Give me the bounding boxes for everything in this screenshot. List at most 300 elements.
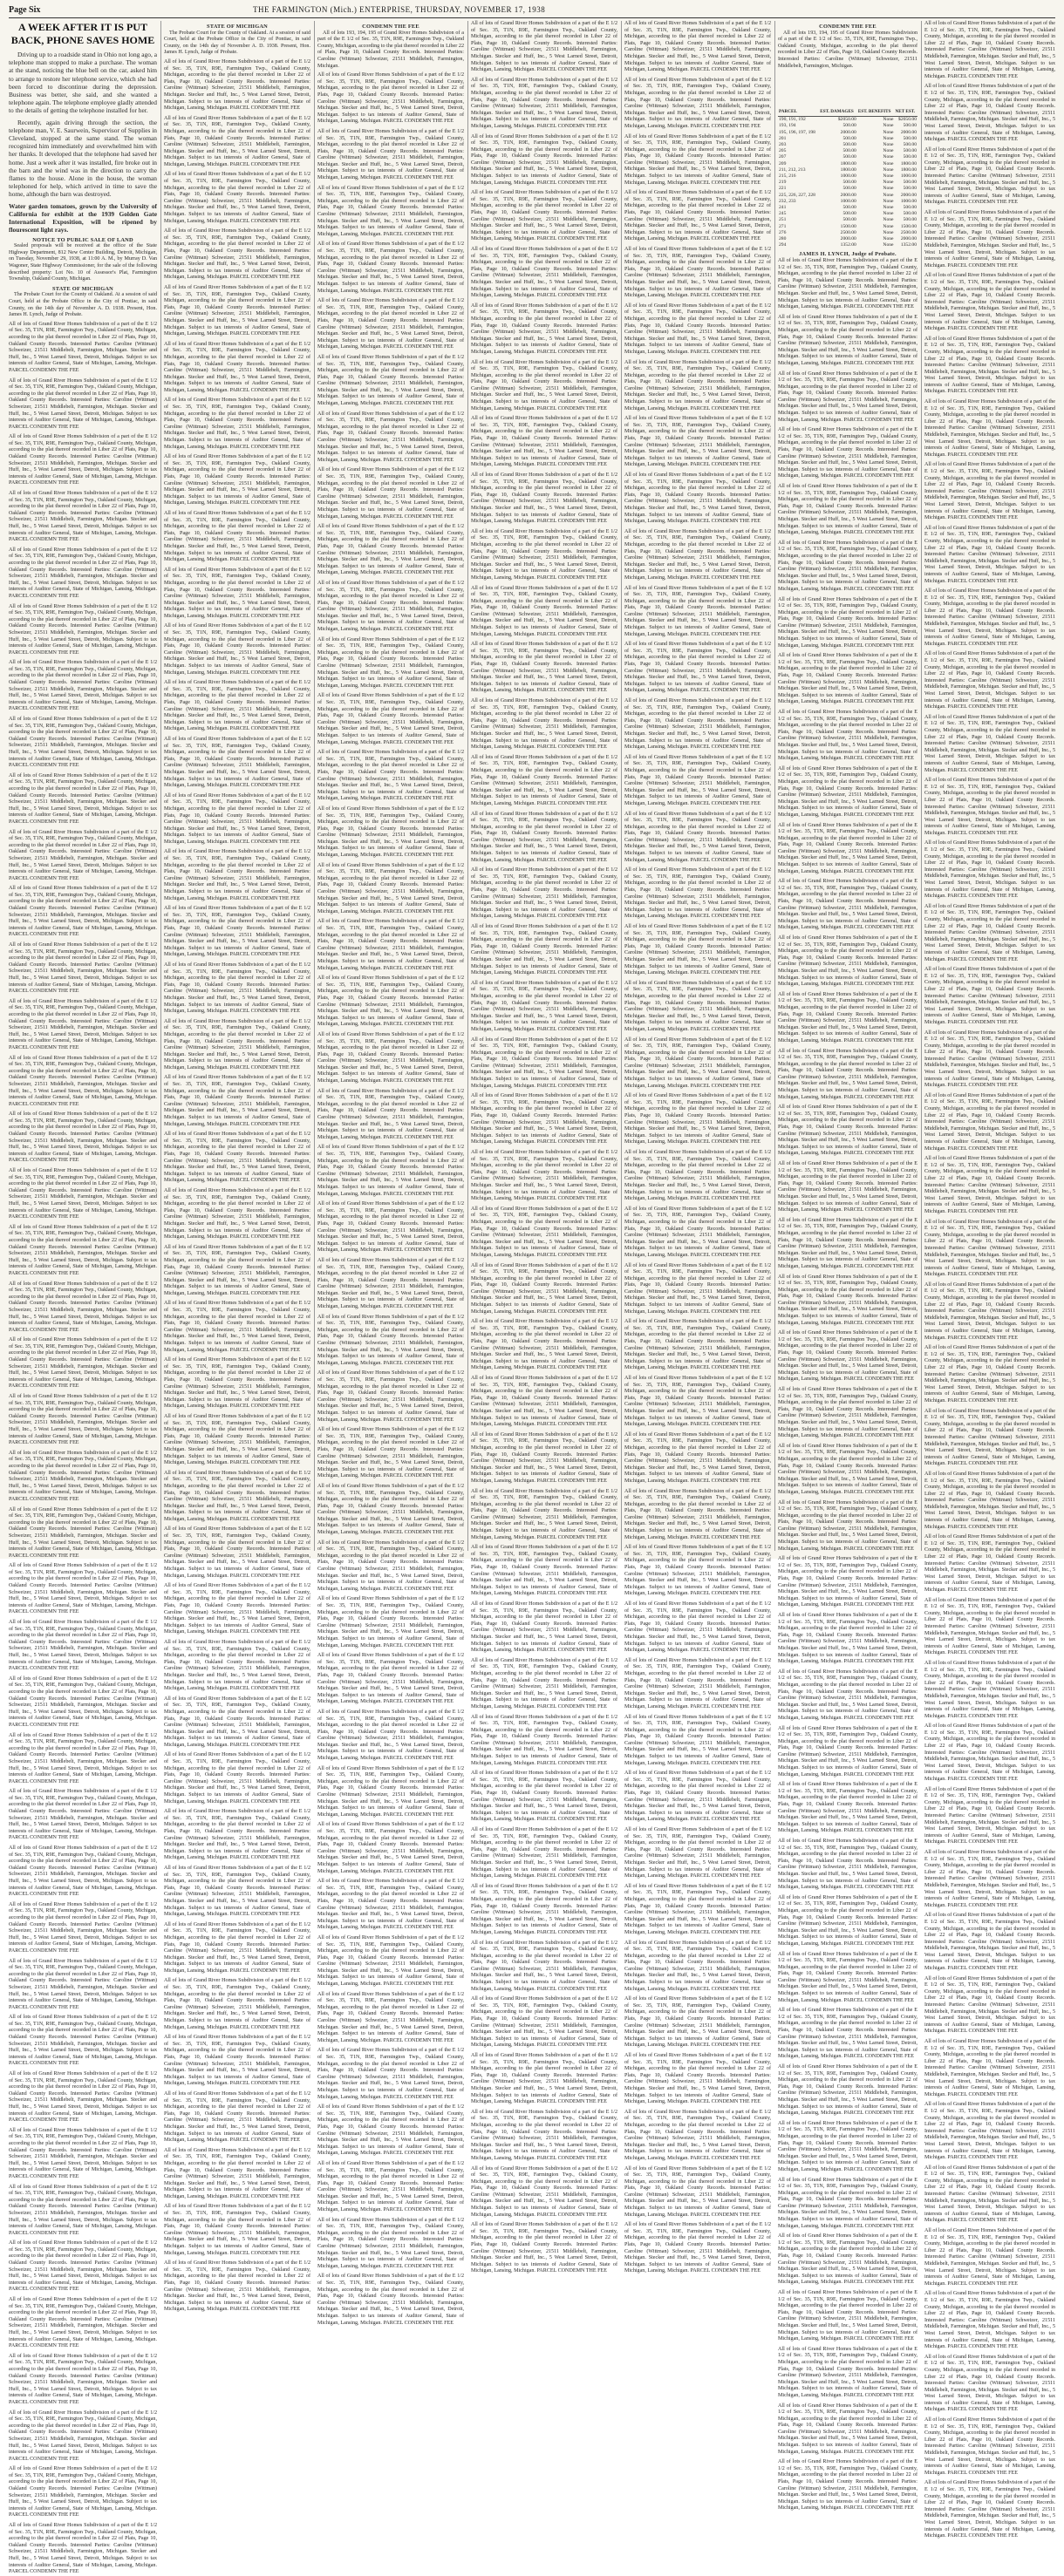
table-row <box>778 130 917 136</box>
legal-paragraph: All of lots of Grand River Homes Subdivision of a part of the E 1/2 of Sec. 35, T1N, R9E, Farmington Twp., Oakland County, Michigan, according to the plat thereof recorded in Liber 22 of Plats, Page 10, Oakland County Records. Interested Parties: Caroline (Wittman) Schweizer, 21511 Middlebelt, Farmington, Michigan. Stecker and Huff, Inc., 5 West Larned Street, Detroit, Michigan. Subject to tax interests of Auditor General, State of Michigan, Lansing, Michigan. PARCEL CONDEMN THE FEE <box>164 736 310 789</box>
table-header: EST. DAMAGES <box>819 72 857 117</box>
legal-paragraph: All of lots of Grand River Homes Subdivision of a part of the E 1/2 of Sec. 35, T1N, R9E, Farmington Twp., Oakland County, Michigan, according to the plat thereof recorded in Liber 22 of Plats, Page 10, Oakland County Records. Interested Parties: Caroline (Wittman) Schweizer, 21511 Middlebelt, Farmington, Michigan. Stecker and Huff, Inc., 5 West Larned Street, Detroit, Michigan. Subject to tax interests of Auditor General, State of Michigan, Lansing, Michigan. PARCEL CONDEMN THE FEE <box>9 660 157 712</box>
legal-paragraph: All of lots of Grand River Homes Subdivision of a part of the E 1/2 of Sec. 35, T1N, R9E, Farmington Twp., Oakland County, Michigan, according to the plat thereof recorded in Liber 22 of Plats, Page 10, Oakland County Records. Interested Parties: Caroline (Wittman) Schweizer, 21511 Middlebelt, Farmington, Michigan. Stecker and Huff, Inc., 5 West Larned Street, Detroit, Michigan. Subject to tax interests of Auditor General, State of Michigan, Lansing, Michigan. PARCEL CONDEMN THE FEE <box>624 1376 771 1428</box>
table-cell: None <box>883 192 894 198</box>
legal-paragraph: All of lots of Grand River Homes Subdivision of a part of the E 1/2 of Sec. 35, T1N, R9E, Farmington Twp., Oakland County, Michigan, according to the plat thereof recorded in Liber 22 of Plats, Page 10, Oakland County Records. Interested Parties: Caroline (Wittman) Schweizer, 21511 Middlebelt, Farmington, Michigan. Stecker and Huff, Inc., 5 West Larned Street, Detroit, Michigan. Subject to tax interests of Auditor General, State of Michigan, Lansing, Michigan. PARCEL CONDEMN THE FEE <box>164 962 310 1015</box>
legal-paragraph: All of lots of Grand River Homes Subdivision of a part of the E 1/2 of Sec. 35, T1N, R9E, Farmington Twp., Oakland County, Michigan, according to the plat thereof recorded in Liber 22 of Plats, Page 10, Oakland County Records. Interested Parties: Caroline (Wittman) Schweizer, 21511 Middlebelt, Farmington, Michigan. Stecker and Huff, Inc., 5 West Larned Street, Detroit, Michigan. Subject to tax interests of Auditor General, State of Michigan, Lansing, Michigan. PARCEL CONDEMN THE FEE <box>778 1839 917 1891</box>
legal-paragraph: All of lots of Grand River Homes Subdivision of a part of the E 1/2 of Sec. 35, T1N, R9E, Farmington Twp., Oakland County, Michigan, according to the plat thereof recorded in Liber 22 of Plats, Page 10, Oakland County Records. Interested Parties: Caroline (Wittman) Schweizer, 21511 Middlebelt, Farmington, Michigan. Stecker and Huff, Inc., 5 West Larned Street, Detroit, Michigan. Subject to tax interests of Auditor General, State of Michigan, Lansing, Michigan. PARCEL CONDEMN THE FEE <box>9 942 157 995</box>
legal-paragraph: All of lots of Grand River Homes Subdivision of a part of the E 1/2 of Sec. 35, T1N, R9E, Farmington Twp., Oakland County, Michigan, according to the plat thereof recorded in Liber 22 of Plats, Page 10, Oakland County Records. Interested Parties: Caroline (Wittman) Schweizer, 21511 Middlebelt, Farmington, Michigan. Stecker and Huff, Inc., 5 West Larned Street, Detroit, Michigan. Subject to tax interests of Auditor General, State of Michigan, Lansing, Michigan. PARCEL CONDEMN THE FEE <box>471 980 617 1032</box>
legal-paragraph: All of lots of Grand River Homes Subdivision of a part of the E 1/2 of Sec. 35, T1N, R9E, Farmington Twp., Oakland County, Michigan, according to the plat thereof recorded in Liber 22 of Plats, Page 10, Oakland County Records. Interested Parties: Caroline (Wittman) Schweizer, 21511 Middlebelt, Farmington, Michigan. Stecker and Huff, Inc., 5 West Larned Street, Detroit, Michigan. Subject to tax interests of Auditor General, State of Michigan, Lansing, Michigan. PARCEL CONDEMN THE FEE <box>9 1789 157 1841</box>
table-cell: None <box>883 229 894 235</box>
column-5 <box>624 21 771 2274</box>
legal-paragraph: All of lots of Grand River Homes Subdivision of a part of the E 1/2 of Sec. 35, T1N, R9E, Farmington Twp., Oakland County, Michigan, according to the plat thereof recorded in Liber 22 of Plats, Page 10, Oakland County Records. Interested Parties: Caroline (Wittman) Schweizer, 21511 Middlebelt, Farmington, Michigan. Stecker and Huff, Inc., 5 West Larned Street, Detroit, Michigan. Subject to tax interests of Auditor General, State of Michigan, Lansing, Michigan. PARCEL CONDEMN THE FEE <box>624 1488 771 1540</box>
legal-paragraph: All of lots of Grand River Homes Subdivision of a part of the E 1/2 of Sec. 35, T1N, R9E, Farmington Twp., Oakland County, Michigan, according to the plat thereof recorded in Liber 22 of Plats, Page 10, Oakland County Records. Interested Parties: Caroline (Wittman) Schweizer, 21511 Middlebelt, Farmington, Michigan. Stecker and Huff, Inc., 5 West Larned Street, Detroit, Michigan. Subject to tax interests of Auditor General, State of Michigan, Lansing, Michigan. PARCEL CONDEMN THE FEE <box>624 642 771 694</box>
legal-paragraph: All of lots of Grand River Homes Subdivision of a part of the E 1/2 of Sec. 35, T1N, R9E, Farmington Twp., Oakland County, Michigan, according to the plat thereof recorded in Liber 22 of Plats, Page 10, Oakland County Records. Interested Parties: Caroline (Wittman) Schweizer, 21511 Middlebelt, Farmington, Michigan. Stecker and Huff, Inc., 5 West Larned Street, Detroit, Michigan. Subject to tax interests of Auditor General, State of Michigan, Lansing, Michigan. PARCEL CONDEMN THE FEE <box>924 1092 1055 1152</box>
legal-paragraph: All of lots of Grand River Homes Subdivision of a part of the E 1/2 of Sec. 35, T1N, R9E, Farmington Twp., Oakland County, Michigan, according to the plat thereof recorded in Liber 22 of Plats, Page 10, Oakland County Records. Interested Parties: Caroline (Wittman) Schweizer, 21511 Middlebelt, Farmington, Michigan. Stecker and Huff, Inc., 5 West Larned Street, Detroit, Michigan. Subject to tax interests of Auditor General, State of Michigan, Lansing, Michigan. PARCEL CONDEMN THE FEE <box>924 146 1055 206</box>
legal-paragraph: All of lots of Grand River Homes Subdivision of a part of the E 1/2 of Sec. 35, T1N, R9E, Farmington Twp., Oakland County, Michigan, according to the plat thereof recorded in Liber 22 of Plats, Page 10, Oakland County Records. Interested Parties: Caroline (Wittman) Schweizer, 21511 Middlebelt, Farmington, Michigan. Stecker and Huff, Inc., 5 West Larned Street, Detroit, Michigan. Subject to tax interests of Auditor General, State of Michigan, Lansing, Michigan. PARCEL CONDEMN THE FEE <box>624 1714 771 1766</box>
legal-paragraph: All of lots of Grand River Homes Subdivision of a part of the E 1/2 of Sec. 35, T1N, R9E, Farmington Twp., Oakland County, Michigan, according to the plat thereof recorded in Liber 22 of Plats, Page 10, Oakland County Records. Interested Parties: Caroline (Wittman) Schweizer, 21511 Middlebelt, Farmington, Michigan. Stecker and Huff, Inc., 5 West Larned Street, Detroit, Michigan. Subject to tax interests of Auditor General, State of Michigan, Lansing, Michigan. PARCEL CONDEMN THE FEE <box>164 1752 310 1805</box>
legal-paragraph: All of lots of Grand River Homes Subdivision of a part of the E 1/2 of Sec. 35, T1N, R9E, Farmington Twp., Oakland County, Michigan, according to the plat thereof recorded in Liber 22 of Plats, Page 10, Oakland County Records. Interested Parties: Caroline (Wittman) Schweizer, 21511 Middlebelt, Farmington, Michigan. Stecker and Huff, Inc., 5 West Larned Street, Detroit, Michigan. Subject to tax interests of Auditor General, State of Michigan, Lansing, Michigan. PARCEL CONDEMN THE FEE <box>9 998 157 1050</box>
table-cell: None <box>883 242 894 248</box>
closing-signature: JAMES H. LYNCH, Judge of Probate. <box>799 251 897 258</box>
notice-heading: NOTICE TO PUBLIC SALE OF LAND <box>32 236 133 243</box>
legal-paragraph: All of lots of Grand River Homes Subdivision of a part of the E 1/2 of Sec. 35, T1N, R9E, Farmington Twp., Oakland County, Michigan, according to the plat thereof recorded in Liber 22 of Plats, Page 10, Oakland County Records. Interested Parties: Caroline (Wittman) Schweizer, 21511 Middlebelt, Farmington, Michigan. Stecker and Huff, Inc., 5 West Larned Street, Detroit, Michigan. Subject to tax interests of Auditor General, State of Michigan, Lansing, Michigan. PARCEL CONDEMN THE FEE <box>778 1161 917 1213</box>
legal-paragraph: All of lots of Grand River Homes Subdivision of a part of the E 1/2 of Sec. 35, T1N, R9E, Farmington Twp., Oakland County, Michigan, according to the plat thereof recorded in Liber 22 of Plats, Page 10, Oakland County Records. Interested Parties: Caroline (Wittman) Schweizer, 21511 Middlebelt, Farmington, Michigan. Stecker and Huff, Inc., 5 West Larned Street, Detroit, Michigan. Subject to tax interests of Auditor General, State of Michigan, Lansing, Michigan. PARCEL CONDEMN THE FEE <box>924 1534 1055 1593</box>
legal-paragraph: All of lots of Grand River Homes Subdivision of a part of the E 1/2 of Sec. 35, T1N, R9E, Farmington Twp., Oakland County, Michigan, according to the plat thereof recorded in Liber 22 of Plats, Page 10, Oakland County Records. Interested Parties: Caroline (Wittman) Schweizer, 21511 Middlebelt, Farmington, Michigan. Stecker and Huff, Inc., 5 West Larned Street, Detroit, Michigan. Subject to tax interests of Auditor General, State of Michigan, Lansing, Michigan. PARCEL CONDEMN THE FEE <box>471 2222 617 2274</box>
table-cell: None <box>883 141 894 147</box>
legal-paragraph: All of lots of Grand River Homes Subdivision of a part of the E 1/2 of Sec. 35, T1N, R9E, Farmington Twp., Oakland County, Michigan, according to the plat thereof recorded in Liber 22 of Plats, Page 10, Oakland County Records. Interested Parties: Caroline (Wittman) Schweizer, 21511 Middlebelt, Farmington, Michigan. Stecker and Huff, Inc., 5 West Larned Street, Detroit, Michigan. Subject to tax interests of Auditor General, State of Michigan, Lansing, Michigan. PARCEL CONDEMN THE FEE <box>924 1156 1055 1214</box>
legal-paragraph: All of lots of Grand River Homes Subdivision of a part of the E 1/2 of Sec. 35, T1N, R9E, Farmington Twp., Oakland County, Michigan, according to the plat thereof recorded in Liber 22 of Plats, Page 10, Oakland County Records. Interested Parties: Caroline (Wittman) Schweizer, 21511 Middlebelt, Farmington, Michigan. Stecker and Huff, Inc., 5 West Larned Street, Detroit, Michigan. Subject to tax interests of Auditor General, State of Michigan, Lansing, Michigan. PARCEL CONDEMN THE FEE <box>317 2104 464 2157</box>
legal-paragraph: All of lots of Grand River Homes Subdivision of a part of the E 1/2 of Sec. 35, T1N, R9E, Farmington Twp., Oakland County, Michigan, according to the plat thereof recorded in Liber 22 of Plats, Page 10, Oakland County Records. Interested Parties: Caroline (Wittman) Schweizer, 21511 Middlebelt, Farmington, Michigan. Stecker and Huff, Inc., 5 West Larned Street, Detroit, Michigan. Subject to tax interests of Auditor General, State of Michigan, Lansing, Michigan. PARCEL CONDEMN THE FEE <box>317 1709 464 1762</box>
story-paragraph: Recently, again driving through the section, the telephone man, V. E. Saurwein, Supervisor of Supplies in Cleveland, stopped at the same stand. The woman recognized him immediately and overwhelmed him with her thanks. It developed that the telephone had saved her home. Just a week after it was installed, fire broke out in the barn and the wind was in the direction to carry the flames to the house. Alone in the house, the woman telephoned for help, which arrived in time to save the home, although the barn was destroyed. <box>9 118 157 199</box>
table-row <box>778 193 917 199</box>
legal-paragraph: All of lots of Grand River Homes Subdivision of a part of the E 1/2 of Sec. 35, T1N, R9E, Farmington Twp., Oakland County, Michigan, according to the plat thereof recorded in Liber 22 of Plats, Page 10, Oakland County Records. Interested Parties: Caroline (Wittman) Schweizer, 21511 Middlebelt, Farmington, Michigan. Stecker and Huff, Inc., 5 West Larned Street, Detroit, Michigan. Subject to tax interests of Auditor General, State of Michigan, Lansing, Michigan. PARCEL CONDEMN THE FEE <box>164 680 310 732</box>
table-cell: 2000.00 <box>900 192 917 198</box>
legal-paragraph: All of lots of Grand River Homes Subdivision of a part of the E 1/2 of Sec. 35, T1N, R9E, Farmington Twp., Oakland County, Michigan, according to the plat thereof recorded in Liber 22 of Plats, Page 10, Oakland County Records. Interested Parties: Caroline (Wittman) Schweizer, 21511 Middlebelt, Farmington, Michigan. Stecker and Huff, Inc., 5 West Larned Street, Detroit, Michigan. Subject to tax interests of Auditor General, State of Michigan, Lansing, Michigan. PARCEL CONDEMN THE FEE <box>471 1940 617 1992</box>
legal-paragraph: All of lots of Grand River Homes Subdivision of a part of the E 1/2 of Sec. 35, T1N, R9E, Farmington Twp., Oakland County, Michigan, according to the plat thereof recorded in Liber 22 of Plats, Page 10, Oakland County Records. Interested Parties: Caroline (Wittman) Schweizer, 21511 Middlebelt, Farmington, Michigan. Stecker and Huff, Inc., 5 West Larned Street, Detroit, Michigan. Subject to tax interests of Auditor General, State of Michigan, Lansing, Michigan. PARCEL CONDEMN THE FEE <box>9 2015 157 2067</box>
table-cell: 500.00 <box>842 141 856 147</box>
table-cell: None <box>883 167 894 173</box>
table-row <box>778 148 917 154</box>
table-cell: 1800.00 <box>840 167 856 173</box>
table-row <box>778 154 917 160</box>
table-row <box>778 211 917 217</box>
legal-paragraph: All of lots of Grand River Homes Subdivision of a part of the E 1/2 of Sec. 35, T1N, R9E, Farmington Twp., Oakland County, Michigan, according to the plat thereof recorded in Liber 22 of Plats, Page 10, Oakland County Records. Interested Parties: Caroline (Wittman) Schweizer, 21511 Middlebelt, Farmington, Michigan. Stecker and Huff, Inc., 5 West Larned Street, Detroit, Michigan. Subject to tax interests of Auditor General, State of Michigan, Lansing, Michigan. PARCEL CONDEMN THE FEE <box>471 1601 617 1654</box>
legal-paragraph: All of lots of Grand River Homes Subdivision of a part of the E 1/2 of Sec. 35, T1N, R9E, Farmington Twp., Oakland County, Michigan, according to the plat thereof recorded in Liber 22 of Plats, Page 10, Oakland County Records. Interested Parties: Caroline (Wittman) Schweizer, 21511 Middlebelt, Farmington, Michigan. Stecker and Huff, Inc., 5 West Larned Street, Detroit, Michigan. Subject to tax interests of Auditor General, State of Michigan, Lansing, Michigan. PARCEL CONDEMN THE FEE <box>317 524 464 576</box>
table-cell: 2500.00 <box>840 229 856 235</box>
legal-paragraph: All of lots of Grand River Homes Subdivision of a part of the E 1/2 of Sec. 35, T1N, R9E, Farmington Twp., Oakland County, Michigan, according to the plat thereof recorded in Liber 22 of Plats, Page 10, Oakland County Records. Interested Parties: Caroline (Wittman) Schweizer, 21511 Middlebelt, Farmington, Michigan. Stecker and Huff, Inc., 5 West Larned Street, Detroit, Michigan. Subject to tax interests of Auditor General, State of Michigan, Lansing, Michigan. PARCEL CONDEMN THE FEE <box>778 2459 917 2511</box>
legal-paragraph: All of lots of Grand River Homes Subdivision of a part of the E 1/2 of Sec. 35, T1N, R9E, Farmington Twp., Oakland County, Michigan, according to the plat thereof recorded in Liber 22 of Plats, Page 10, Oakland County Records. Interested Parties: Caroline (Wittman) Schweizer, 21511 Middlebelt, Farmington, Michigan. Stecker and Huff, Inc., 5 West Larned Street, Detroit, Michigan. Subject to tax interests of Auditor General, State of Michigan, Lansing, Michigan. PARCEL CONDEMN THE FEE <box>778 2290 917 2342</box>
legal-paragraph: All of lots of Grand River Homes Subdivision of a part of the E 1/2 of Sec. 35, T1N, R9E, Farmington Twp., Oakland County, Michigan, according to the plat thereof recorded in Liber 22 of Plats, Page 10, Oakland County Records. Interested Parties: Caroline (Wittman) Schweizer, 21511 Middlebelt, Farmington, Michigan. Stecker and Huff, Inc., 5 West Larned Street, Detroit, Michigan. Subject to tax interests of Auditor General, State of Michigan, Lansing, Michigan. PARCEL CONDEMN THE FEE <box>778 1613 917 1665</box>
legal-paragraph: All of lots of Grand River Homes Subdivision of a part of the E 1/2 of Sec. 35, T1N, R9E, Farmington Twp., Oakland County, Michigan, according to the plat thereof recorded in Liber 22 of Plats, Page 10, Oakland County Records. Interested Parties: Caroline (Wittman) Schweizer, 21511 Middlebelt, Farmington, Michigan. Stecker and Huff, Inc., 5 West Larned Street, Detroit, Michigan. Subject to tax interests of Auditor General, State of Michigan, Lansing, Michigan. PARCEL CONDEMN THE FEE <box>317 1879 464 1931</box>
table-cell: $2050.00 <box>898 117 917 123</box>
table-cell: None <box>883 148 894 154</box>
table-cell: 193, 194 <box>779 123 796 129</box>
legal-paragraph: All of lots of Grand River Homes Subdivision of a part of the E 1/2 of Sec. 35, T1N, R9E, Farmington Twp., Oakland County, Michigan, according to the plat thereof recorded in Liber 22 of Plats, Page 10, Oakland County Records. Interested Parties: Caroline (Wittman) Schweizer, 21511 Middlebelt, Farmington, Michigan. Stecker and Huff, Inc., 5 West Larned Street, Detroit, Michigan. Subject to tax interests of Auditor General, State of Michigan, Lansing, Michigan. PARCEL CONDEMN THE FEE <box>317 750 464 802</box>
legal-paragraph: All of lots of Grand River Homes Subdivision of a part of the E 1/2 of Sec. 35, T1N, R9E, Farmington Twp., Oakland County, Michigan, according to the plat thereof recorded in Liber 22 of Plats, Page 10, Oakland County Records. Interested Parties: Caroline (Wittman) Schweizer, 21511 Middlebelt, Farmington, Michigan. Stecker and Huff, Inc., 5 West Larned Street, Detroit, Michigan. Subject to tax interests of Auditor General, State of Michigan, Lansing, Michigan. PARCEL CONDEMN THE FEE <box>164 2147 310 2199</box>
legal-paragraph: All of lots of Grand River Homes Subdivision of a part of the E 1/2 of Sec. 35, T1N, R9E, Farmington Twp., Oakland County, Michigan, according to the plat thereof recorded in Liber 22 of Plats, Page 10, Oakland County Records. Interested Parties: Caroline (Wittman) Schweizer, 21511 Middlebelt, Farmington, Michigan. Stecker and Huff, Inc., 5 West Larned Street, Detroit, Michigan. Subject to tax interests of Auditor General, State of Michigan, Lansing, Michigan. PARCEL CONDEMN THE FEE <box>9 1958 157 2010</box>
column-divider <box>467 21 468 1551</box>
legal-paragraph: All of lots of Grand River Homes Subdivision of a part of the E 1/2 of Sec. 35, T1N, R9E, Farmington Twp., Oakland County, Michigan, according to the plat thereof recorded in Liber 22 of Plats, Page 10, Oakland County Records. Interested Parties: Caroline (Wittman) Schweizer, 21511 Middlebelt, Farmington, Michigan. Stecker and Huff, Inc., 5 West Larned Street, Detroit, Michigan. Subject to tax interests of Auditor General, State of Michigan, Lansing, Michigan. PARCEL CONDEMN THE FEE <box>624 698 771 751</box>
legal-paragraph: All of lots of Grand River Homes Subdivision of a part of the E 1/2 of Sec. 35, T1N, R9E, Farmington Twp., Oakland County, Michigan, according to the plat thereof recorded in Liber 22 of Plats, Page 10, Oakland County Records. Interested Parties: Caroline (Wittman) Schweizer, 21511 Middlebelt, Farmington, Michigan. Stecker and Huff, Inc., 5 West Larned Street, Detroit, Michigan. Subject to tax interests of Auditor General, State of Michigan, Lansing, Michigan. PARCEL CONDEMN THE FEE <box>164 398 310 450</box>
legal-paragraph: All of lots of Grand River Homes Subdivision of a part of the E 1/2 of Sec. 35, T1N, R9E, Farmington Twp., Oakland County, Michigan, according to the plat thereof recorded in Liber 22 of Plats, Page 10, Oakland County Records. Interested Parties: Caroline (Wittman) Schweizer, 21511 Middlebelt, Farmington, Michigan. Stecker and Huff, Inc., 5 West Larned Street, Detroit, Michigan. Subject to tax interests of Auditor General, State of Michigan, Lansing, Michigan. PARCEL CONDEMN THE FEE <box>924 1849 1055 1908</box>
legal-paragraph: All of lots of Grand River Homes Subdivision of a part of the E 1/2 of Sec. 35, T1N, R9E, Farmington Twp., Oakland County, Michigan, according to the plat thereof recorded in Liber 22 of Plats, Page 10, Oakland County Records. Interested Parties: Caroline (Wittman) Schweizer, 21511 Middlebelt, Farmington, Michigan. Stecker and Huff, Inc., 5 West Larned Street, Detroit, Michigan. Subject to tax interests of Auditor General, State of Michigan, Lansing, Michigan. PARCEL CONDEMN THE FEE <box>317 693 464 745</box>
legal-paragraph: All of lots of Grand River Homes Subdivision of a part of the E 1/2 of Sec. 35, T1N, R9E, Farmington Twp., Oakland County, Michigan, according to the plat thereof recorded in Liber 22 of Plats, Page 10, Oakland County Records. Interested Parties: Caroline (Wittman) Schweizer, 21511 Middlebelt, Farmington, Michigan. Stecker and Huff, Inc., 5 West Larned Street, Detroit, Michigan. Subject to tax interests of Auditor General, State of Michigan, Lansing, Michigan. PARCEL CONDEMN THE FEE <box>164 1696 310 1748</box>
table-cell: 500.00 <box>903 186 917 192</box>
table-row <box>778 167 917 173</box>
table-cell: None <box>883 173 894 179</box>
legal-paragraph: All of lots of Grand River Homes Subdivision of a part of the E 1/2 of Sec. 35, T1N, R9E, Farmington Twp., Oakland County, Michigan, according to the plat thereof recorded in Liber 22 of Plats, Page 10, Oakland County Records. Interested Parties: Caroline (Wittman) Schweizer, 21511 Middlebelt, Farmington, Michigan. Stecker and Huff, Inc., 5 West Larned Street, Detroit, Michigan. Subject to tax interests of Auditor General, State of Michigan, Lansing, Michigan. PARCEL CONDEMN THE FEE <box>924 778 1055 836</box>
legal-paragraph: All of lots of Grand River Homes Subdivision of a part of the E 1/2 of Sec. 35, T1N, R9E, Farmington Twp., Oakland County, Michigan, according to the plat thereof recorded in Liber 22 of Plats, Page 10, Oakland County Records. Interested Parties: Caroline (Wittman) Schweizer, 21511 Middlebelt, Farmington, Michigan. Stecker and Huff, Inc., 5 West Larned Street, Detroit, Michigan. Subject to tax interests of Auditor General, State of Michigan, Lansing, Michigan. PARCEL CONDEMN THE FEE <box>924 462 1055 521</box>
legal-paragraph: All of lots of Grand River Homes Subdivision of a part of the E 1/2 of Sec. 35, T1N, R9E, Farmington Twp., Oakland County, Michigan, according to the plat thereof recorded in Liber 22 of Plats, Page 10, Oakland County Records. Interested Parties: Caroline (Wittman) Schweizer, 21511 Middlebelt, Farmington, Michigan. Stecker and Huff, Inc., 5 West Larned Street, Detroit, Michigan. Subject to tax interests of Auditor General, State of Michigan, Lansing, Michigan. PARCEL CONDEMN THE FEE <box>624 1827 771 1879</box>
table-cell: 1000.00 <box>900 173 917 179</box>
table-cell: 1352.00 <box>840 242 856 248</box>
legal-text-block <box>624 21 771 2275</box>
column-6 <box>778 21 917 2511</box>
legal-paragraph: All of lots of Grand River Homes Subdivision of a part of the E 1/2 of Sec. 35, T1N, R9E, Farmington Twp., Oakland County, Michigan, according to the plat thereof recorded in Liber 22 of Plats, Page 10, Oakland County Records. Interested Parties: Caroline (Wittman) Schweizer, 21511 Middlebelt, Farmington, Michigan. Stecker and Huff, Inc., 5 West Larned Street, Detroit, Michigan. Subject to tax interests of Auditor General, State of Michigan, Lansing, Michigan. PARCEL CONDEMN THE FEE <box>624 1657 771 1709</box>
legal-paragraph: All of lots of Grand River Homes Subdivision of a part of the E 1/2 of Sec. 35, T1N, R9E, Farmington Twp., Oakland County, Michigan, according to the plat thereof recorded in Liber 22 of Plats, Page 10, Oakland County Records. Interested Parties: Caroline (Wittman) Schweizer, 21511 Middlebelt, Farmington, Michigan. Stecker and Huff, Inc., 5 West Larned Street, Detroit, Michigan. Subject to tax interests of Auditor General, State of Michigan, Lansing, Michigan. PARCEL CONDEMN THE FEE <box>778 822 917 874</box>
legal-paragraph: All of lots of Grand River Homes Subdivision of a part of the E 1/2 of Sec. 35, T1N, R9E, Farmington Twp., Oakland County, Michigan, according to the plat thereof recorded in Liber 22 of Plats, Page 10, Oakland County Records. Interested Parties: Caroline (Wittman) Schweizer, 21511 Middlebelt, Farmington, Michigan. Stecker and Huff, Inc., 5 West Larned Street, Detroit, Michigan. Subject to tax interests of Auditor General, State of Michigan, Lansing, Michigan. PARCEL CONDEMN THE FEE <box>164 1187 310 1240</box>
legal-paragraph: All of lots of Grand River Homes Subdivision of a part of the E 1/2 of Sec. 35, T1N, R9E, Farmington Twp., Oakland County, Michigan, according to the plat thereof recorded in Liber 22 of Plats, Page 10, Oakland County Records. Interested Parties: Caroline (Wittman) Schweizer, 21511 Middlebelt, Farmington, Michigan. Stecker and Huff, Inc., 5 West Larned Street, Detroit, Michigan. Subject to tax interests of Auditor General, State of Michigan, Lansing, Michigan. PARCEL CONDEMN THE FEE <box>164 1526 310 1579</box>
legal-paragraph: All of lots of Grand River Homes Subdivision of a part of the E 1/2 of Sec. 35, T1N, R9E, Farmington Twp., Oakland County, Michigan, according to the plat thereof recorded in Liber 22 of Plats, Page 10, Oakland County Records. Interested Parties: Caroline (Wittman) Schweizer, 21511 Middlebelt, Farmington, Michigan. Stecker and Huff, Inc., 5 West Larned Street, Detroit, Michigan. Subject to tax interests of Auditor General, State of Michigan, Lansing, Michigan. PARCEL CONDEMN THE FEE <box>624 359 771 411</box>
legal-paragraph: All of lots of Grand River Homes Subdivision of a part of the E 1/2 of Sec. 35, T1N, R9E, Farmington Twp., Oakland County, Michigan, according to the plat thereof recorded in Liber 22 of Plats, Page 10, Oakland County Records. Interested Parties: Caroline (Wittman) Schweizer, 21511 Middlebelt, Farmington, Michigan. Stecker and Huff, Inc., 5 West Larned Street, Detroit, Michigan. Subject to tax interests of Auditor General, State of Michigan, Lansing, Michigan. PARCEL CONDEMN THE FEE <box>624 190 771 242</box>
legal-paragraph: All of lots of Grand River Homes Subdivision of a part of the E 1/2 of Sec. 35, T1N, R9E, Farmington Twp., Oakland County, Michigan, according to the plat thereof recorded in Liber 22 of Plats, Page 10, Oakland County Records. Interested Parties: Caroline (Wittman) Schweizer, 21511 Middlebelt, Farmington, Michigan. Stecker and Huff, Inc., 5 West Larned Street, Detroit, Michigan. Subject to tax interests of Auditor General, State of Michigan, Lansing, Michigan. PARCEL CONDEMN THE FEE <box>164 228 310 281</box>
table-cell: 1000.00 <box>840 198 856 204</box>
legal-paragraph: All of lots of Grand River Homes Subdivision of a part of the E 1/2 of Sec. 35, T1N, R9E, Farmington Twp., Oakland County, Michigan, according to the plat thereof recorded in Liber 22 of Plats, Page 10, Oakland County Records. Interested Parties: Caroline (Wittman) Schweizer, 21511 Middlebelt, Farmington, Michigan. Stecker and Huff, Inc., 5 West Larned Street, Detroit, Michigan. Subject to tax interests of Auditor General, State of Michigan, Lansing, Michigan. PARCEL CONDEMN THE FEE <box>471 1714 617 1766</box>
legal-paragraph: All of lots of Grand River Homes Subdivision of a part of the E 1/2 of Sec. 35, T1N, R9E, Farmington Twp., Oakland County, Michigan, according to the plat thereof recorded in Liber 22 of Plats, Page 10, Oakland County Records. Interested Parties: Caroline (Wittman) Schweizer, 21511 Middlebelt, Farmington, Michigan. Stecker and Huff, Inc., 5 West Larned Street, Detroit, Michigan. Subject to tax interests of Auditor General, State of Michigan, Lansing, Michigan. PARCEL CONDEMN THE FEE <box>924 651 1055 710</box>
legal-paragraph: All of lots of Grand River Homes Subdivision of a part of the E 1/2 of Sec. 35, T1N, R9E, Farmington Twp., Oakland County, Michigan, according to the plat thereof recorded in Liber 22 of Plats, Page 10, Oakland County Records. Interested Parties: Caroline (Wittman) Schweizer, 21511 Middlebelt, Farmington, Michigan. Stecker and Huff, Inc., 5 West Larned Street, Detroit, Michigan. Subject to tax interests of Auditor General, State of Michigan, Lansing, Michigan. PARCEL CONDEMN THE FEE <box>9 1281 157 1333</box>
legal-paragraph: All of lots of Grand River Homes Subdivision of a part of the E 1/2 of Sec. 35, T1N, R9E, Farmington Twp., Oakland County, Michigan, according to the plat thereof recorded in Liber 22 of Plats, Page 10, Oakland County Records. Interested Parties: Caroline (Wittman) Schweizer, 21511 Middlebelt, Farmington, Michigan. Stecker and Huff, Inc., 5 West Larned Street, Detroit, Michigan. Subject to tax interests of Auditor General, State of Michigan, Lansing, Michigan. PARCEL CONDEMN THE FEE <box>624 1206 771 1258</box>
table-row <box>778 217 917 223</box>
table-cell: 251 <box>779 217 787 223</box>
legal-paragraph: All of lots of Grand River Homes Subdivision of a part of the E 1/2 of Sec. 35, T1N, R9E, Farmington Twp., Oakland County, Michigan, according to the plat thereof recorded in Liber 22 of Plats, Page 10, Oakland County Records. Interested Parties: Caroline (Wittman) Schweizer, 21511 Middlebelt, Farmington, Michigan. Stecker and Huff, Inc., 5 West Larned Street, Detroit, Michigan. Subject to tax interests of Auditor General, State of Michigan, Lansing, Michigan. PARCEL CONDEMN THE FEE <box>164 1865 310 1918</box>
legal-paragraph: All of lots of Grand River Homes Subdivision of a part of the E 1/2 of Sec. 35, T1N, R9E, Farmington Twp., Oakland County, Michigan, according to the plat thereof recorded in Liber 22 of Plats, Page 10, Oakland County Records. Interested Parties: Caroline (Wittman) Schweizer, 21511 Middlebelt, Farmington, Michigan. Stecker and Huff, Inc., 5 West Larned Street, Detroit, Michigan. Subject to tax interests of Auditor General, State of Michigan, Lansing, Michigan. PARCEL CONDEMN THE FEE <box>924 2165 1055 2224</box>
legal-paragraph: All of lots of Grand River Homes Subdivision of a part of the E 1/2 of Sec. 35, T1N, R9E, Farmington Twp., Oakland County, Michigan, according to the plat thereof recorded in Liber 22 of Plats, Page 10, Oakland County Records. Interested Parties: Caroline (Wittman) Schweizer, 21511 Middlebelt, Farmington, Michigan. Stecker and Huff, Inc., 5 West Larned Street, Detroit, Michigan. Subject to tax interests of Auditor General, State of Michigan, Lansing, Michigan. PARCEL CONDEMN THE FEE <box>9 2523 157 2575</box>
legal-paragraph: All of lots of Grand River Homes Subdivision of a part of the E 1/2 of Sec. 35, T1N, R9E, Farmington Twp., Oakland County, Michigan, according to the plat thereof recorded in Liber 22 of Plats, Page 10, Oakland County Records. Interested Parties: Caroline (Wittman) Schweizer, 21511 Middlebelt, Farmington, Michigan. Stecker and Huff, Inc., 5 West Larned Street, Detroit, Michigan. Subject to tax interests of Auditor General, State of Michigan, Lansing, Michigan. PARCEL CONDEMN THE FEE <box>9 1563 157 1615</box>
table-cell: 2000.00 <box>900 129 917 135</box>
legal-paragraph: All of lots of Grand River Homes Subdivision of a part of the E 1/2 of Sec. 35, T1N, R9E, Farmington Twp., Oakland County, Michigan, according to the plat thereof recorded in Liber 22 of Plats, Page 10, Oakland County Records. Interested Parties: Caroline (Wittman) Schweizer, 21511 Middlebelt, Farmington, Michigan. Stecker and Huff, Inc., 5 West Larned Street, Detroit, Michigan. Subject to tax interests of Auditor General, State of Michigan, Lansing, Michigan. PARCEL CONDEMN THE FEE <box>317 1145 464 1197</box>
legal-paragraph: All of lots of Grand River Homes Subdivision of a part of the E 1/2 of Sec. 35, T1N, R9E, Farmington Twp., Oakland County, Michigan, according to the plat thereof recorded in Liber 22 of Plats, Page 10, Oakland County Records. Interested Parties: Caroline (Wittman) Schweizer, 21511 Middlebelt, Farmington, Michigan. Stecker and Huff, Inc., 5 West Larned Street, Detroit, Michigan. Subject to tax interests of Auditor General, State of Michigan, Lansing, Michigan. PARCEL CONDEMN THE FEE <box>624 2053 771 2105</box>
legal-paragraph: All of lots of Grand River Homes Subdivision of a part of the E 1/2 of Sec. 35, T1N, R9E, Farmington Twp., Oakland County, Michigan, according to the plat thereof recorded in Liber 22 of Plats, Page 10, Oakland County Records. Interested Parties: Caroline (Wittman) Schweizer, 21511 Middlebelt, Farmington, Michigan. Stecker and Huff, Inc., 5 West Larned Street, Detroit, Michigan. Subject to tax interests of Auditor General, State of Michigan, Lansing, Michigan. PARCEL CONDEMN THE FEE <box>924 903 1055 962</box>
legal-paragraph: All of lots of Grand River Homes Subdivision of a part of the E 1/2 of Sec. 35, T1N, R9E, Farmington Twp., Oakland County, Michigan, according to the plat thereof recorded in Liber 22 of Plats, Page 10, Oakland County Records. Interested Parties: Caroline (Wittman) Schweizer, 21511 Middlebelt, Farmington, Michigan. Stecker and Huff, Inc., 5 West Larned Street, Detroit, Michigan. Subject to tax interests of Auditor General, State of Michigan, Lansing, Michigan. PARCEL CONDEMN THE FEE <box>164 1018 310 1071</box>
legal-paragraph: All of lots of Grand River Homes Subdivision of a part of the E 1/2 of Sec. 35, T1N, R9E, Farmington Twp., Oakland County, Michigan, according to the plat thereof recorded in Liber 22 of Plats, Page 10, Oakland County Records. Interested Parties: Caroline (Wittman) Schweizer, 21511 Middlebelt, Farmington, Michigan. Stecker and Huff, Inc., 5 West Larned Street, Detroit, Michigan. Subject to tax interests of Auditor General, State of Michigan, Lansing, Michigan. PARCEL CONDEMN THE FEE <box>164 1583 310 1635</box>
legal-paragraph: All of lots of Grand River Homes Subdivision of a part of the E 1/2 of Sec. 35, T1N, R9E, Farmington Twp., Oakland County, Michigan, according to the plat thereof recorded in Liber 22 of Plats, Page 10, Oakland County Records. Interested Parties: Caroline (Wittman) Schweizer, 21511 Middlebelt, Farmington, Michigan. Stecker and Huff, Inc., 5 West Larned Street, Detroit, Michigan. Subject to tax interests of Auditor General, State of Michigan, Lansing, Michigan. PARCEL CONDEMN THE FEE <box>9 829 157 881</box>
damages-table <box>778 72 917 248</box>
legal-paragraph: All of lots of Grand River Homes Subdivision of a part of the E 1/2 of Sec. 35, T1N, R9E, Farmington Twp., Oakland County, Michigan, according to the plat thereof recorded in Liber 22 of Plats, Page 10, Oakland County Records. Interested Parties: Caroline (Wittman) Schweizer, 21511 Middlebelt, Farmington, Michigan. Stecker and Huff, Inc., 5 West Larned Street, Detroit, Michigan. Subject to tax interests of Auditor General, State of Michigan, Lansing, Michigan. PARCEL CONDEMN THE FEE <box>624 1601 771 1654</box>
legal-paragraph: All of lots of Grand River Homes Subdivision of a part of the E 1/2 of Sec. 35, T1N, R9E, Farmington Twp., Oakland County, Michigan, according to the plat thereof recorded in Liber 22 of Plats, Page 10, Oakland County Records. Interested Parties: Caroline (Wittman) Schweizer, 21511 Middlebelt, Farmington, Michigan. Stecker and Huff, Inc., 5 West Larned Street, Detroit, Michigan. Subject to tax interests of Auditor General, State of Michigan, Lansing, Michigan. PARCEL CONDEMN THE FEE <box>624 2222 771 2274</box>
legal-paragraph: All of lots of Grand River Homes Subdivision of a part of the E 1/2 of Sec. 35, T1N, R9E, Farmington Twp., Oakland County, Michigan, according to the plat thereof recorded in Liber 22 of Plats, Page 10, Oakland County Records. Interested Parties: Caroline (Wittman) Schweizer, 21511 Middlebelt, Farmington, Michigan. Stecker and Huff, Inc., 5 West Larned Street, Detroit, Michigan. Subject to tax interests of Auditor General, State of Michigan, Lansing, Michigan. PARCEL CONDEMN THE FEE <box>471 1883 617 1935</box>
legal-paragraph: All of lots of Grand River Homes Subdivision of a part of the E 1/2 of Sec. 35, T1N, R9E, Farmington Twp., Oakland County, Michigan, according to the plat thereof recorded in Liber 22 of Plats, Page 10, Oakland County Records. Interested Parties: Caroline (Wittman) Schweizer, 21511 Middlebelt, Farmington, Michigan. Stecker and Huff, Inc., 5 West Larned Street, Detroit, Michigan. Subject to tax interests of Auditor General, State of Michigan, Lansing, Michigan. PARCEL CONDEMN THE FEE <box>471 190 617 242</box>
legal-text-block <box>924 21 1055 2540</box>
legal-paragraph: All of lots of Grand River Homes Subdivision of a part of the E 1/2 of Sec. 35, T1N, R9E, Farmington Twp., Oakland County, Michigan, according to the plat thereof recorded in Liber 22 of Plats, Page 10, Oakland County Records. Interested Parties: Caroline (Wittman) Schweizer, 21511 Middlebelt, Farmington, Michigan. Stecker and Huff, Inc., 5 West Larned Street, Detroit, Michigan. Subject to tax interests of Auditor General, State of Michigan, Lansing, Michigan. PARCEL CONDEMN THE FEE <box>924 273 1055 332</box>
legal-paragraph: All of lots of Grand River Homes Subdivision of a part of the E 1/2 of Sec. 35, T1N, R9E, Farmington Twp., Oakland County, Michigan, according to the plat thereof recorded in Liber 22 of Plats, Page 10, Oakland County Records. Interested Parties: Caroline (Wittman) Schweizer, 21511 Middlebelt, Farmington, Michigan. Stecker and Huff, Inc., 5 West Larned Street, Detroit, Michigan. Subject to tax interests of Auditor General, State of Michigan, Lansing, Michigan. PARCEL CONDEMN THE FEE <box>9 1506 157 1559</box>
legal-paragraph: All of lots of Grand River Homes Subdivision of a part of the E 1/2 of Sec. 35, T1N, R9E, Farmington Twp., Oakland County, Michigan, according to the plat thereof recorded in Liber 22 of Plats, Page 10, Oakland County Records. Interested Parties: Caroline (Wittman) Schweizer, 21511 Middlebelt, Farmington, Michigan. Stecker and Huff, Inc., 5 West Larned Street, Detroit, Michigan. Subject to tax interests of Auditor General, State of Michigan, Lansing, Michigan. PARCEL CONDEMN THE FEE <box>9 1845 157 1898</box>
legal-paragraph: All of lots of Grand River Homes Subdivision of a part of the E 1/2 of Sec. 35, T1N, R9E, Farmington Twp., Oakland County, Michigan, according to the plat thereof recorded in Liber 22 of Plats, Page 10, Oakland County Records. Interested Parties: Caroline (Wittman) Schweizer, 21511 Middlebelt, Farmington, Michigan. Stecker and Huff, Inc., 5 West Larned Street, Detroit, Michigan. Subject to tax interests of Auditor General, State of Michigan, Lansing, Michigan. PARCEL CONDEMN THE FEE <box>317 467 464 520</box>
table-cell: 205 <box>779 148 787 154</box>
legal-paragraph: All of lots of Grand River Homes Subdivision of a part of the E 1/2 of Sec. 35, T1N, R9E, Farmington Twp., Oakland County, Michigan, according to the plat thereof recorded in Liber 22 of Plats, Page 10, Oakland County Records. Interested Parties: Caroline (Wittman) Schweizer, 21511 Middlebelt, Farmington, Michigan. Stecker and Huff, Inc., 5 West Larned Street, Detroit, Michigan. Subject to tax interests of Auditor General, State of Michigan, Lansing, Michigan. PARCEL CONDEMN THE FEE <box>624 1150 771 1202</box>
legal-paragraph: All of lots of Grand River Homes Subdivision of a part of the E 1/2 of Sec. 35, T1N, R9E, Farmington Twp., Oakland County, Michigan, according to the plat thereof recorded in Liber 22 of Plats, Page 10, Oakland County Records. Interested Parties: Caroline (Wittman) Schweizer, 21511 Middlebelt, Farmington, Michigan. Stecker and Huff, Inc., 5 West Larned Street, Detroit, Michigan. Subject to tax interests of Auditor General, State of Michigan, Lansing, Michigan. PARCEL CONDEMN THE FEE <box>164 1809 310 1861</box>
legal-paragraph: All of lots of Grand River Homes Subdivision of a part of the E 1/2 of Sec. 35, T1N, R9E, Farmington Twp., Oakland County, Michigan, according to the plat thereof recorded in Liber 22 of Plats, Page 10, Oakland County Records. Interested Parties: Caroline (Wittman) Schweizer, 21511 Middlebelt, Farmington, Michigan. Stecker and Huff, Inc., 5 West Larned Street, Detroit, Michigan. Subject to tax interests of Auditor General, State of Michigan, Lansing, Michigan. PARCEL CONDEMN THE FEE <box>317 1653 464 1705</box>
legal-paragraph: All of lots of Grand River Homes Subdivision of a part of the E 1/2 of Sec. 35, T1N, R9E, Farmington Twp., Oakland County, Michigan, according to the plat thereof recorded in Liber 22 of Plats, Page 10, Oakland County Records. Interested Parties: Caroline (Wittman) Schweizer, 21511 Middlebelt, Farmington, Michigan. Stecker and Huff, Inc., 5 West Larned Street, Detroit, Michigan. Subject to tax interests of Auditor General, State of Michigan, Lansing, Michigan. PARCEL CONDEMN THE FEE <box>924 2354 1055 2413</box>
masthead-rule <box>9 17 1055 18</box>
table-cell: 271 <box>779 223 787 229</box>
legal-paragraph: All of lots of Grand River Homes Subdivision of a part of the E 1/2 of Sec. 35, T1N, R9E, Farmington Twp., Oakland County, Michigan, according to the plat thereof recorded in Liber 22 of Plats, Page 10, Oakland County Records. Interested Parties: Caroline (Wittman) Schweizer, 21511 Middlebelt, Farmington, Michigan. Stecker and Huff, Inc., 5 West Larned Street, Detroit, Michigan. Subject to tax interests of Auditor General, State of Michigan, Lansing, Michigan. PARCEL CONDEMN THE FEE <box>778 1387 917 1439</box>
legal-paragraph: All of lots of Grand River Homes Subdivision of a part of the E 1/2 of Sec. 35, T1N, R9E, Farmington Twp., Oakland County, Michigan, according to the plat thereof recorded in Liber 22 of Plats, Page 10, Oakland County Records. Interested Parties: Caroline (Wittman) Schweizer, 21511 Middlebelt, Farmington, Michigan. Stecker and Huff, Inc., 5 West Larned Street, Detroit, Michigan. Subject to tax interests of Auditor General, State of Michigan, Lansing, Michigan. PARCEL CONDEMN THE FEE <box>624 924 771 976</box>
legal-paragraph: All of lots of Grand River Homes Subdivision of a part of the E 1/2 of Sec. 35, T1N, R9E, Farmington Twp., Oakland County, Michigan, according to the plat thereof recorded in Liber 22 of Plats, Page 10, Oakland County Records. Interested Parties: Caroline (Wittman) Schweizer, 21511 Middlebelt, Farmington, Michigan. Stecker and Huff, Inc., 5 West Larned Street, Detroit, Michigan. Subject to tax interests of Auditor General, State of Michigan, Lansing, Michigan. PARCEL CONDEMN THE FEE <box>924 588 1055 647</box>
legal-paragraph: All of lots of Grand River Homes Subdivision of a part of the E 1/2 of Sec. 35, T1N, R9E, Farmington Twp., Oakland County, Michigan, according to the plat thereof recorded in Liber 22 of Plats, Page 10, Oakland County Records. Interested Parties: Caroline (Wittman) Schweizer, 21511 Middlebelt, Farmington, Michigan. Stecker and Huff, Inc., 5 West Larned Street, Detroit, Michigan. Subject to tax interests of Auditor General, State of Michigan, Lansing, Michigan. PARCEL CONDEMN THE FEE <box>9 2127 157 2179</box>
legal-paragraph: All of lots of Grand River Homes Subdivision of a part of the E 1/2 of Sec. 35, T1N, R9E, Farmington Twp., Oakland County, Michigan, according to the plat thereof recorded in Liber 22 of Plats, Page 10, Oakland County Records. Interested Parties: Caroline (Wittman) Schweizer, 21511 Middlebelt, Farmington, Michigan. Stecker and Huff, Inc., 5 West Larned Street, Detroit, Michigan. Subject to tax interests of Auditor General, State of Michigan, Lansing, Michigan. PARCEL CONDEMN THE FEE <box>471 642 617 694</box>
legal-text-block <box>164 59 310 2314</box>
legal-paragraph: All of lots of Grand River Homes Subdivision of a part of the E 1/2 of Sec. 35, T1N, R9E, Farmington Twp., Oakland County, Michigan, according to the plat thereof recorded in Liber 22 of Plats, Page 10, Oakland County Records. Interested Parties: Caroline (Wittman) Schweizer, 21511 Middlebelt, Farmington, Michigan. Stecker and Huff, Inc., 5 West Larned Street, Detroit, Michigan. Subject to tax interests of Auditor General, State of Michigan, Lansing, Michigan. PARCEL CONDEMN THE FEE <box>471 1150 617 1202</box>
legal-paragraph: All of lots of Grand River Homes Subdivision of a part of the E 1/2 of Sec. 35, T1N, R9E, Farmington Twp., Oakland County, Michigan, according to the plat thereof recorded in Liber 22 of Plats, Page 10, Oakland County Records. Interested Parties: Caroline (Wittman) Schweizer, 21511 Middlebelt, Farmington, Michigan. Stecker and Huff, Inc., 5 West Larned Street, Detroit, Michigan. Subject to tax interests of Auditor General, State of Michigan, Lansing, Michigan. PARCEL CONDEMN THE FEE <box>471 924 617 976</box>
notice-body: Sealed proposals will be received at the office of the State Highway Department, 812 New Center Building, Detroit, Michigan, on Tuesday, November 29, 1938, at 11:00 A. M., by Murray D. Van Wagoner, State Highway Commissioner, for the sale of the following described property: Lot No. 10 of Assessor's Plat, Farmington Township, Oakland County, Michigan. <box>9 243 157 282</box>
legal-notice <box>9 286 157 319</box>
legal-paragraph: All of lots of Grand River Homes Subdivision of a part of the E 1/2 of Sec. 35, T1N, R9E, Farmington Twp., Oakland County, Michigan, according to the plat thereof recorded in Liber 22 of Plats, Page 10, Oakland County Records. Interested Parties: Caroline (Wittman) Schweizer, 21511 Middlebelt, Farmington, Michigan. Stecker and Huff, Inc., 5 West Larned Street, Detroit, Michigan. Subject to tax interests of Auditor General, State of Michigan, Lansing, Michigan. PARCEL CONDEMN THE FEE <box>624 2109 771 2161</box>
legal-paragraph: All of lots of Grand River Homes Subdivision of a part of the E 1/2 of Sec. 35, T1N, R9E, Farmington Twp., Oakland County, Michigan, according to the plat thereof recorded in Liber 22 of Plats, Page 10, Oakland County Records. Interested Parties: Caroline (Wittman) Schweizer, 21511 Middlebelt, Farmington, Michigan. Stecker and Huff, Inc., 5 West Larned Street, Detroit, Michigan. Subject to tax interests of Auditor General, State of Michigan, Lansing, Michigan. PARCEL CONDEMN THE FEE <box>471 1657 617 1709</box>
legal-paragraph: All of lots of Grand River Homes Subdivision of a part of the E 1/2 of Sec. 35, T1N, R9E, Farmington Twp., Oakland County, Michigan, according to the plat thereof recorded in Liber 22 of Plats, Page 10, Oakland County Records. Interested Parties: Caroline (Wittman) Schweizer, 21511 Middlebelt, Farmington, Michigan. Stecker and Huff, Inc., 5 West Larned Street, Detroit, Michigan. Subject to tax interests of Auditor General, State of Michigan, Lansing, Michigan. PARCEL CONDEMN THE FEE <box>317 580 464 633</box>
legal-paragraph: All of lots of Grand River Homes Subdivision of a part of the E 1/2 of Sec. 35, T1N, R9E, Farmington Twp., Oakland County, Michigan, according to the plat thereof recorded in Liber 22 of Plats, Page 10, Oakland County Records. Interested Parties: Caroline (Wittman) Schweizer, 21511 Middlebelt, Farmington, Michigan. Stecker and Huff, Inc., 5 West Larned Street, Detroit, Michigan. Subject to tax interests of Auditor General, State of Michigan, Lansing, Michigan. PARCEL CONDEMN THE FEE <box>317 1539 464 1592</box>
table-cell: 500.00 <box>903 180 917 186</box>
table-cell: None <box>883 186 894 192</box>
table-cell: 211, 212, 213 <box>779 167 806 173</box>
legal-notice <box>317 24 464 70</box>
garden-note: Water garden tomatoes, grown by the University of California for exhibit at the 1939 Golden Gate International Exposition, will be ripened by flourescent light rays. <box>9 201 157 234</box>
table-cell: None <box>883 135 894 141</box>
legal-paragraph: All of lots of Grand River Homes Subdivision of a part of the E 1/2 of Sec. 35, T1N, R9E, Farmington Twp., Oakland County, Michigan, according to the plat thereof recorded in Liber 22 of Plats, Page 10, Oakland County Records. Interested Parties: Caroline (Wittman) Schweizer, 21511 Middlebelt, Farmington, Michigan. Stecker and Huff, Inc., 5 West Larned Street, Detroit, Michigan. Subject to tax interests of Auditor General, State of Michigan, Lansing, Michigan. PARCEL CONDEMN THE FEE <box>924 1281 1055 1341</box>
legal-paragraph: All of lots of Grand River Homes Subdivision of a part of the E 1/2 of Sec. 35, T1N, R9E, Farmington Twp., Oakland County, Michigan, according to the plat thereof recorded in Liber 22 of Plats, Page 10, Oakland County Records. Interested Parties: Caroline (Wittman) Schweizer, 21511 Middlebelt, Farmington, Michigan. Stecker and Huff, Inc., 5 West Larned Street, Detroit, Michigan. Subject to tax interests of Auditor General, State of Michigan, Lansing, Michigan. PARCEL CONDEMN THE FEE <box>471 1827 617 1879</box>
legal-paragraph: All of lots of Grand River Homes Subdivision of a part of the E 1/2 of Sec. 35, T1N, R9E, Farmington Twp., Oakland County, Michigan, according to the plat thereof recorded in Liber 22 of Plats, Page 10, Oakland County Records. Interested Parties: Caroline (Wittman) Schweizer, 21511 Middlebelt, Farmington, Michigan. Stecker and Huff, Inc., 5 West Larned Street, Detroit, Michigan. Subject to tax interests of Auditor General, State of Michigan, Lansing, Michigan. PARCEL CONDEMN THE FEE <box>164 1357 310 1410</box>
legal-paragraph: All of lots of Grand River Homes Subdivision of a part of the E 1/2 of Sec. 35, T1N, R9E, Farmington Twp., Oakland County, Michigan, according to the plat thereof recorded in Liber 22 of Plats, Page 10, Oakland County Records. Interested Parties: Caroline (Wittman) Schweizer, 21511 Middlebelt, Farmington, Michigan. Stecker and Huff, Inc., 5 West Larned Street, Detroit, Michigan. Subject to tax interests of Auditor General, State of Michigan, Lansing, Michigan. PARCEL CONDEMN THE FEE <box>778 314 917 366</box>
table-cell: 500.00 <box>903 141 917 147</box>
legal-paragraph: All of lots of Grand River Homes Subdivision of a part of the E 1/2 of Sec. 35, T1N, R9E, Farmington Twp., Oakland County, Michigan, according to the plat thereof recorded in Liber 22 of Plats, Page 10, Oakland County Records. Interested Parties: Caroline (Wittman) Schweizer, 21511 Middlebelt, Farmington, Michigan. Stecker and Huff, Inc., 5 West Larned Street, Detroit, Michigan. Subject to tax interests of Auditor General, State of Michigan, Lansing, Michigan. PARCEL CONDEMN THE FEE <box>164 115 310 167</box>
notice-heading: STATE OF MICHIGAN <box>51 285 114 292</box>
legal-paragraph: All of lots of Grand River Homes Subdivision of a part of the E 1/2 of Sec. 35, T1N, R9E, Farmington Twp., Oakland County, Michigan, according to the plat thereof recorded in Liber 22 of Plats, Page 10, Oakland County Records. Interested Parties: Caroline (Wittman) Schweizer, 21511 Middlebelt, Farmington, Michigan. Stecker and Huff, Inc., 5 West Larned Street, Detroit, Michigan. Subject to tax interests of Auditor General, State of Michigan, Lansing, Michigan. PARCEL CONDEMN THE FEE <box>164 1244 310 1296</box>
table-cell: 2000.00 <box>900 236 917 242</box>
table-row <box>778 136 917 142</box>
table-cell: 500.00 <box>842 180 856 186</box>
table-cell: 1352.00 <box>900 242 917 248</box>
legal-paragraph: All of lots of Grand River Homes Subdivision of a part of the E 1/2 of Sec. 35, T1N, R9E, Farmington Twp., Oakland County, Michigan, according to the plat thereof recorded in Liber 22 of Plats, Page 10, Oakland County Records. Interested Parties: Caroline (Wittman) Schweizer, 21511 Middlebelt, Farmington, Michigan. Stecker and Huff, Inc., 5 West Larned Street, Detroit, Michigan. Subject to tax interests of Auditor General, State of Michigan, Lansing, Michigan. PARCEL CONDEMN THE FEE <box>624 1996 771 2049</box>
table-header: NET EST. <box>895 72 917 117</box>
legal-paragraph: All of lots of Grand River Homes Subdivision of a part of the E 1/2 of Sec. 35, T1N, R9E, Farmington Twp., Oakland County, Michigan, according to the plat thereof recorded in Liber 22 of Plats, Page 10, Oakland County Records. Interested Parties: Caroline (Wittman) Schweizer, 21511 Middlebelt, Farmington, Michigan. Stecker and Huff, Inc., 5 West Larned Street, Detroit, Michigan. Subject to tax interests of Auditor General, State of Michigan, Lansing, Michigan. PARCEL CONDEMN THE FEE <box>624 528 771 581</box>
legal-paragraph: All of lots of Grand River Homes Subdivision of a part of the E 1/2 of Sec. 35, T1N, R9E, Farmington Twp., Oakland County, Michigan, according to the plat thereof recorded in Liber 22 of Plats, Page 10, Oakland County Records. Interested Parties: Caroline (Wittman) Schweizer, 21511 Middlebelt, Farmington, Michigan. Stecker and Huff, Inc., 5 West Larned Street, Detroit, Michigan. Subject to tax interests of Auditor General, State of Michigan, Lansing, Michigan. PARCEL CONDEMN THE FEE <box>778 596 917 649</box>
table-cell: 2000.00 <box>840 192 856 198</box>
legal-paragraph: All of lots of Grand River Homes Subdivision of a part of the E 1/2 of Sec. 35, T1N, R9E, Farmington Twp., Oakland County, Michigan, according to the plat thereof recorded in Liber 22 of Plats, Page 10, Oakland County Records. Interested Parties: Caroline (Wittman) Schweizer, 21511 Middlebelt, Farmington, Michigan. Stecker and Huff, Inc., 5 West Larned Street, Detroit, Michigan. Subject to tax interests of Auditor General, State of Michigan, Lansing, Michigan. PARCEL CONDEMN THE FEE <box>778 2233 917 2286</box>
legal-paragraph: All of lots of Grand River Homes Subdivision of a part of the E 1/2 of Sec. 35, T1N, R9E, Farmington Twp., Oakland County, Michigan, according to the plat thereof recorded in Liber 22 of Plats, Page 10, Oakland County Records. Interested Parties: Caroline (Wittman) Schweizer, 21511 Middlebelt, Farmington, Michigan. Stecker and Huff, Inc., 5 West Larned Street, Detroit, Michigan. Subject to tax interests of Auditor General, State of Michigan, Lansing, Michigan. PARCEL CONDEMN THE FEE <box>924 21 1055 79</box>
table-cell: 500.00 <box>842 217 856 223</box>
table-cell: 500.00 <box>842 148 856 154</box>
table-cell: None <box>883 205 894 210</box>
masthead <box>9 5 1055 17</box>
table-row <box>778 161 917 167</box>
legal-paragraph: All of lots of Grand River Homes Subdivision of a part of the E 1/2 of Sec. 35, T1N, R9E, Farmington Twp., Oakland County, Michigan, according to the plat thereof recorded in Liber 22 of Plats, Page 10, Oakland County Records. Interested Parties: Caroline (Wittman) Schweizer, 21511 Middlebelt, Farmington, Michigan. Stecker and Huff, Inc., 5 West Larned Street, Detroit, Michigan. Subject to tax interests of Auditor General, State of Michigan, Lansing, Michigan. PARCEL CONDEMN THE FEE <box>778 370 917 423</box>
legal-paragraph: All of lots of Grand River Homes Subdivision of a part of the E 1/2 of Sec. 35, T1N, R9E, Farmington Twp., Oakland County, Michigan, according to the plat thereof recorded in Liber 22 of Plats, Page 10, Oakland County Records. Interested Parties: Caroline (Wittman) Schweizer, 21511 Middlebelt, Farmington, Michigan. Stecker and Huff, Inc., 5 West Larned Street, Detroit, Michigan. Subject to tax interests of Auditor General, State of Michigan, Lansing, Michigan. PARCEL CONDEMN THE FEE <box>778 258 917 310</box>
table-cell: 500.00 <box>842 154 856 160</box>
legal-paragraph: All of lots of Grand River Homes Subdivision of a part of the E 1/2 of Sec. 35, T1N, R9E, Farmington Twp., Oakland County, Michigan, according to the plat thereof recorded in Liber 22 of Plats, Page 10, Oakland County Records. Interested Parties: Caroline (Wittman) Schweizer, 21511 Middlebelt, Farmington, Michigan. Stecker and Huff, Inc., 5 West Larned Street, Detroit, Michigan. Subject to tax interests of Auditor General, State of Michigan, Lansing, Michigan. PARCEL CONDEMN THE FEE <box>164 454 310 506</box>
legal-paragraph: All of lots of Grand River Homes Subdivision of a part of the E 1/2 of Sec. 35, T1N, R9E, Farmington Twp., Oakland County, Michigan, according to the plat thereof recorded in Liber 22 of Plats, Page 10, Oakland County Records. Interested Parties: Caroline (Wittman) Schweizer, 21511 Middlebelt, Farmington, Michigan. Stecker and Huff, Inc., 5 West Larned Street, Detroit, Michigan. Subject to tax interests of Auditor General, State of Michigan, Lansing, Michigan. PARCEL CONDEMN THE FEE <box>317 1483 464 1536</box>
legal-paragraph: All of lots of Grand River Homes Subdivision of a part of the E 1/2 of Sec. 35, T1N, R9E, Farmington Twp., Oakland County, Michigan, according to the plat thereof recorded in Liber 22 of Plats, Page 10, Oakland County Records. Interested Parties: Caroline (Wittman) Schweizer, 21511 Middlebelt, Farmington, Michigan. Stecker and Huff, Inc., 5 West Larned Street, Detroit, Michigan. Subject to tax interests of Auditor General, State of Michigan, Lansing, Michigan. PARCEL CONDEMN THE FEE <box>471 2109 617 2161</box>
legal-paragraph: All of lots of Grand River Homes Subdivision of a part of the E 1/2 of Sec. 35, T1N, R9E, Farmington Twp., Oakland County, Michigan, according to the plat thereof recorded in Liber 22 of Plats, Page 10, Oakland County Records. Interested Parties: Caroline (Wittman) Schweizer, 21511 Middlebelt, Farmington, Michigan. Stecker and Huff, Inc., 5 West Larned Street, Detroit, Michigan. Subject to tax interests of Auditor General, State of Michigan, Lansing, Michigan. PARCEL CONDEMN THE FEE <box>924 2291 1055 2350</box>
table-cell: None <box>883 236 894 242</box>
column-divider <box>921 21 922 1551</box>
legal-paragraph: All of lots of Grand River Homes Subdivision of a part of the E 1/2 of Sec. 35, T1N, R9E, Farmington Twp., Oakland County, Michigan, according to the plat thereof recorded in Liber 22 of Plats, Page 10, Oakland County Records. Interested Parties: Caroline (Wittman) Schweizer, 21511 Middlebelt, Farmington, Michigan. Stecker and Huff, Inc., 5 West Larned Street, Detroit, Michigan. Subject to tax interests of Auditor General, State of Michigan, Lansing, Michigan. PARCEL CONDEMN THE FEE <box>471 754 617 806</box>
table-cell: 190, 191, 192 <box>779 117 806 123</box>
legal-paragraph: All of lots of Grand River Homes Subdivision of a part of the E 1/2 of Sec. 35, T1N, R9E, Farmington Twp., Oakland County, Michigan, according to the plat thereof recorded in Liber 22 of Plats, Page 10, Oakland County Records. Interested Parties: Caroline (Wittman) Schweizer, 21511 Middlebelt, Farmington, Michigan. Stecker and Huff, Inc., 5 West Larned Street, Detroit, Michigan. Subject to tax interests of Auditor General, State of Michigan, Lansing, Michigan. PARCEL CONDEMN THE FEE <box>624 754 771 806</box>
legal-paragraph: All of lots of Grand River Homes Subdivision of a part of the E 1/2 of Sec. 35, T1N, R9E, Farmington Twp., Oakland County, Michigan, according to the plat thereof recorded in Liber 22 of Plats, Page 10, Oakland County Records. Interested Parties: Caroline (Wittman) Schweizer, 21511 Middlebelt, Farmington, Michigan. Stecker and Huff, Inc., 5 West Larned Street, Detroit, Michigan. Subject to tax interests of Auditor General, State of Michigan, Lansing, Michigan. PARCEL CONDEMN THE FEE <box>924 84 1055 143</box>
legal-paragraph: All of lots of Grand River Homes Subdivision of a part of the E 1/2 of Sec. 35, T1N, R9E, Farmington Twp., Oakland County, Michigan, according to the plat thereof recorded in Liber 22 of Plats, Page 10, Oakland County Records. Interested Parties: Caroline (Wittman) Schweizer, 21511 Middlebelt, Farmington, Michigan. Stecker and Huff, Inc., 5 West Larned Street, Detroit, Michigan. Subject to tax interests of Auditor General, State of Michigan, Lansing, Michigan. PARCEL CONDEMN THE FEE <box>164 1075 310 1127</box>
legal-paragraph: All of lots of Grand River Homes Subdivision of a part of the E 1/2 of Sec. 35, T1N, R9E, Farmington Twp., Oakland County, Michigan, according to the plat thereof recorded in Liber 22 of Plats, Page 10, Oakland County Records. Interested Parties: Caroline (Wittman) Schweizer, 21511 Middlebelt, Farmington, Michigan. Stecker and Huff, Inc., 5 West Larned Street, Detroit, Michigan. Subject to tax interests of Auditor General, State of Michigan, Lansing, Michigan. PARCEL CONDEMN THE FEE <box>164 1639 310 1692</box>
table-cell: 500.00 <box>903 154 917 160</box>
legal-paragraph: All of lots of Grand River Homes Subdivision of a part of the E 1/2 of Sec. 35, T1N, R9E, Farmington Twp., Oakland County, Michigan, according to the plat thereof recorded in Liber 22 of Plats, Page 10, Oakland County Records. Interested Parties: Caroline (Wittman) Schweizer, 21511 Middlebelt, Farmington, Michigan. Stecker and Huff, Inc., 5 West Larned Street, Detroit, Michigan. Subject to tax interests of Auditor General, State of Michigan, Lansing, Michigan. PARCEL CONDEMN THE FEE <box>9 1168 157 1220</box>
legal-paragraph: All of lots of Grand River Homes Subdivision of a part of the E 1/2 of Sec. 35, T1N, R9E, Farmington Twp., Oakland County, Michigan, according to the plat thereof recorded in Liber 22 of Plats, Page 10, Oakland County Records. Interested Parties: Caroline (Wittman) Schweizer, 21511 Middlebelt, Farmington, Michigan. Stecker and Huff, Inc., 5 West Larned Street, Detroit, Michigan. Subject to tax interests of Auditor General, State of Michigan, Lansing, Michigan. PARCEL CONDEMN THE FEE <box>164 1470 310 1522</box>
table-header: EST. BENEFITS <box>857 72 895 117</box>
table-cell: 1500.00 <box>840 223 856 229</box>
legal-paragraph: All of lots of Grand River Homes Subdivision of a part of the E 1/2 of Sec. 35, T1N, R9E, Farmington Twp., Oakland County, Michigan, according to the plat thereof recorded in Liber 22 of Plats, Page 10, Oakland County Records. Interested Parties: Caroline (Wittman) Schweizer, 21511 Middlebelt, Farmington, Michigan. Stecker and Huff, Inc., 5 West Larned Street, Detroit, Michigan. Subject to tax interests of Auditor General, State of Michigan, Lansing, Michigan. PARCEL CONDEMN THE FEE <box>778 427 917 479</box>
legal-paragraph: All of lots of Grand River Homes Subdivision of a part of the E 1/2 of Sec. 35, T1N, R9E, Farmington Twp., Oakland County, Michigan, according to the plat thereof recorded in Liber 22 of Plats, Page 10, Oakland County Records. Interested Parties: Caroline (Wittman) Schweizer, 21511 Middlebelt, Farmington, Michigan. Stecker and Huff, Inc., 5 West Larned Street, Detroit, Michigan. Subject to tax interests of Auditor General, State of Michigan, Lansing, Michigan. PARCEL CONDEMN THE FEE <box>9 1224 157 1276</box>
table-cell: 294 <box>779 242 787 248</box>
legal-paragraph: All of lots of Grand River Homes Subdivision of a part of the E 1/2 of Sec. 35, T1N, R9E, Farmington Twp., Oakland County, Michigan, according to the plat thereof recorded in Liber 22 of Plats, Page 10, Oakland County Records. Interested Parties: Caroline (Wittman) Schweizer, 21511 Middlebelt, Farmington, Michigan. Stecker and Huff, Inc., 5 West Larned Street, Detroit, Michigan. Subject to tax interests of Auditor General, State of Michigan, Lansing, Michigan. PARCEL CONDEMN THE FEE <box>9 1675 157 1728</box>
table-row <box>778 230 917 236</box>
legal-paragraph: All of lots of Grand River Homes Subdivision of a part of the E 1/2 of Sec. 35, T1N, R9E, Farmington Twp., Oakland County, Michigan, according to the plat thereof recorded in Liber 22 of Plats, Page 10, Oakland County Records. Interested Parties: Caroline (Wittman) Schweizer, 21511 Middlebelt, Farmington, Michigan. Stecker and Huff, Inc., 5 West Larned Street, Detroit, Michigan. Subject to tax interests of Auditor General, State of Michigan, Lansing, Michigan. PARCEL CONDEMN THE FEE <box>778 1725 917 1777</box>
table-cell: 276 <box>779 229 787 235</box>
legal-paragraph: All of lots of Grand River Homes Subdivision of a part of the E 1/2 of Sec. 35, T1N, R9E, Farmington Twp., Oakland County, Michigan, according to the plat thereof recorded in Liber 22 of Plats, Page 10, Oakland County Records. Interested Parties: Caroline (Wittman) Schweizer, 21511 Middlebelt, Farmington, Michigan. Stecker and Huff, Inc., 5 West Larned Street, Detroit, Michigan. Subject to tax interests of Auditor General, State of Michigan, Lansing, Michigan. PARCEL CONDEMN THE FEE <box>924 2102 1055 2161</box>
legal-paragraph: All of lots of Grand River Homes Subdivision of a part of the E 1/2 of Sec. 35, T1N, R9E, Farmington Twp., Oakland County, Michigan, according to the plat thereof recorded in Liber 22 of Plats, Page 10, Oakland County Records. Interested Parties: Caroline (Wittman) Schweizer, 21511 Middlebelt, Farmington, Michigan. Stecker and Huff, Inc., 5 West Larned Street, Detroit, Michigan. Subject to tax interests of Auditor General, State of Michigan, Lansing, Michigan. PARCEL CONDEMN THE FEE <box>924 210 1055 268</box>
legal-paragraph: All of lots of Grand River Homes Subdivision of a part of the E 1/2 of Sec. 35, T1N, R9E, Farmington Twp., Oakland County, Michigan, according to the plat thereof recorded in Liber 22 of Plats, Page 10, Oakland County Records. Interested Parties: Caroline (Wittman) Schweizer, 21511 Middlebelt, Farmington, Michigan. Stecker and Huff, Inc., 5 West Larned Street, Detroit, Michigan. Subject to tax interests of Auditor General, State of Michigan, Lansing, Michigan. PARCEL CONDEMN THE FEE <box>924 1471 1055 1530</box>
legal-paragraph: All of lots of Grand River Homes Subdivision of a part of the E 1/2 of Sec. 35, T1N, R9E, Farmington Twp., Oakland County, Michigan, according to the plat thereof recorded in Liber 22 of Plats, Page 10, Oakland County Records. Interested Parties: Caroline (Wittman) Schweizer, 21511 Middlebelt, Farmington, Michigan. Stecker and Huff, Inc., 5 West Larned Street, Detroit, Michigan. Subject to tax interests of Auditor General, State of Michigan, Lansing, Michigan. PARCEL CONDEMN THE FEE <box>924 967 1055 1025</box>
table-cell: 245 <box>779 211 787 217</box>
legal-paragraph: All of lots of Grand River Homes Subdivision of a part of the E 1/2 of Sec. 35, T1N, R9E, Farmington Twp., Oakland County, Michigan, according to the plat thereof recorded in Liber 22 of Plats, Page 10, Oakland County Records. Interested Parties: Caroline (Wittman) Schweizer, 21511 Middlebelt, Farmington, Michigan. Stecker and Huff, Inc., 5 West Larned Street, Detroit, Michigan. Subject to tax interests of Auditor General, State of Michigan, Lansing, Michigan. PARCEL CONDEMN THE FEE <box>164 2260 310 2313</box>
table-cell: 207 <box>779 154 787 160</box>
legal-paragraph: All of lots of Grand River Homes Subdivision of a part of the E 1/2 of Sec. 35, T1N, R9E, Farmington Twp., Oakland County, Michigan, according to the plat thereof recorded in Liber 22 of Plats, Page 10, Oakland County Records. Interested Parties: Caroline (Wittman) Schweizer, 21511 Middlebelt, Farmington, Michigan. Stecker and Huff, Inc., 5 West Larned Street, Detroit, Michigan. Subject to tax interests of Auditor General, State of Michigan, Lansing, Michigan. PARCEL CONDEMN THE FEE <box>9 603 157 656</box>
legal-paragraph: All of lots of Grand River Homes Subdivision of a part of the E 1/2 of Sec. 35, T1N, R9E, Farmington Twp., Oakland County, Michigan, according to the plat thereof recorded in Liber 22 of Plats, Page 10, Oakland County Records. Interested Parties: Caroline (Wittman) Schweizer, 21511 Middlebelt, Farmington, Michigan. Stecker and Huff, Inc., 5 West Larned Street, Detroit, Michigan. Subject to tax interests of Auditor General, State of Michigan, Lansing, Michigan. PARCEL CONDEMN THE FEE <box>471 2053 617 2105</box>
legal-paragraph: All of lots of Grand River Homes Subdivision of a part of the E 1/2 of Sec. 35, T1N, R9E, Farmington Twp., Oakland County, Michigan, according to the plat thereof recorded in Liber 22 of Plats, Page 10, Oakland County Records. Interested Parties: Caroline (Wittman) Schweizer, 21511 Middlebelt, Farmington, Michigan. Stecker and Huff, Inc., 5 West Larned Street, Detroit, Michigan. Subject to tax interests of Auditor General, State of Michigan, Lansing, Michigan. PARCEL CONDEMN THE FEE <box>778 2177 917 2229</box>
legal-paragraph: All of lots of Grand River Homes Subdivision of a part of the E 1/2 of Sec. 35, T1N, R9E, Farmington Twp., Oakland County, Michigan, according to the plat thereof recorded in Liber 22 of Plats, Page 10, Oakland County Records. Interested Parties: Caroline (Wittman) Schweizer, 21511 Middlebelt, Farmington, Michigan. Stecker and Huff, Inc., 5 West Larned Street, Detroit, Michigan. Subject to tax interests of Auditor General, State of Michigan, Lansing, Michigan. PARCEL CONDEMN THE FEE <box>624 1262 771 1315</box>
legal-paragraph: All of lots of Grand River Homes Subdivision of a part of the E 1/2 of Sec. 35, T1N, R9E, Farmington Twp., Oakland County, Michigan, according to the plat thereof recorded in Liber 22 of Plats, Page 10, Oakland County Records. Interested Parties: Caroline (Wittman) Schweizer, 21511 Middlebelt, Farmington, Michigan. Stecker and Huff, Inc., 5 West Larned Street, Detroit, Michigan. Subject to tax interests of Auditor General, State of Michigan, Lansing, Michigan. PARCEL CONDEMN THE FEE <box>624 302 771 355</box>
legal-paragraph: All of lots of Grand River Homes Subdivision of a part of the E 1/2 of Sec. 35, T1N, R9E, Farmington Twp., Oakland County, Michigan, according to the plat thereof recorded in Liber 22 of Plats, Page 10, Oakland County Records. Interested Parties: Caroline (Wittman) Schweizer, 21511 Middlebelt, Farmington, Michigan. Stecker and Huff, Inc., 5 West Larned Street, Detroit, Michigan. Subject to tax interests of Auditor General, State of Michigan, Lansing, Michigan. PARCEL CONDEMN THE FEE <box>924 1408 1055 1467</box>
column-4 <box>471 21 617 2274</box>
legal-paragraph: All of lots of Grand River Homes Subdivision of a part of the E 1/2 of Sec. 35, T1N, R9E, Farmington Twp., Oakland County, Michigan, according to the plat thereof recorded in Liber 22 of Plats, Page 10, Oakland County Records. Interested Parties: Caroline (Wittman) Schweizer, 21511 Middlebelt, Farmington, Michigan. Stecker and Huff, Inc., 5 West Larned Street, Detroit, Michigan. Subject to tax interests of Auditor General, State of Michigan, Lansing, Michigan. PARCEL CONDEMN THE FEE <box>9 547 157 599</box>
legal-paragraph: All of lots of Grand River Homes Subdivision of a part of the E 1/2 of Sec. 35, T1N, R9E, Farmington Twp., Oakland County, Michigan, according to the plat thereof recorded in Liber 22 of Plats, Page 10, Oakland County Records. Interested Parties: Caroline (Wittman) Schweizer, 21511 Middlebelt, Farmington, Michigan. Stecker and Huff, Inc., 5 West Larned Street, Detroit, Michigan. Subject to tax interests of Auditor General, State of Michigan, Lansing, Michigan. PARCEL CONDEMN THE FEE <box>471 2165 617 2218</box>
table-cell: 195, 196, 197, 198 <box>779 129 815 135</box>
table-row <box>778 224 917 230</box>
legal-paragraph: All of lots of Grand River Homes Subdivision of a part of the E 1/2 of Sec. 35, T1N, R9E, Farmington Twp., Oakland County, Michigan, according to the plat thereof recorded in Liber 22 of Plats, Page 10, Oakland County Records. Interested Parties: Caroline (Wittman) Schweizer, 21511 Middlebelt, Farmington, Michigan. Stecker and Huff, Inc., 5 West Larned Street, Detroit, Michigan. Subject to tax interests of Auditor General, State of Michigan, Lansing, Michigan. PARCEL CONDEMN THE FEE <box>164 792 310 845</box>
table-cell: 201 <box>779 135 787 141</box>
table-row <box>778 242 917 248</box>
legal-paragraph: All of lots of Grand River Homes Subdivision of a part of the E 1/2 of Sec. 35, T1N, R9E, Farmington Twp., Oakland County, Michigan, according to the plat thereof recorded in Liber 22 of Plats, Page 10, Oakland County Records. Interested Parties: Caroline (Wittman) Schweizer, 21511 Middlebelt, Farmington, Michigan. Stecker and Huff, Inc., 5 West Larned Street, Detroit, Michigan. Subject to tax interests of Auditor General, State of Michigan, Lansing, Michigan. PARCEL CONDEMN THE FEE <box>624 2165 771 2218</box>
legal-paragraph: All of lots of Grand River Homes Subdivision of a part of the E 1/2 of Sec. 35, T1N, R9E, Farmington Twp., Oakland County, Michigan, according to the plat thereof recorded in Liber 22 of Plats, Page 10, Oakland County Records. Interested Parties: Caroline (Wittman) Schweizer, 21511 Middlebelt, Farmington, Michigan. Stecker and Huff, Inc., 5 West Larned Street, Detroit, Michigan. Subject to tax interests of Auditor General, State of Michigan, Lansing, Michigan. PARCEL CONDEMN THE FEE <box>778 765 917 818</box>
legal-paragraph: All of lots of Grand River Homes Subdivision of a part of the E 1/2 of Sec. 35, T1N, R9E, Farmington Twp., Oakland County, Michigan, according to the plat thereof recorded in Liber 22 of Plats, Page 10, Oakland County Records. Interested Parties: Caroline (Wittman) Schweizer, 21511 Middlebelt, Farmington, Michigan. Stecker and Huff, Inc., 5 West Larned Street, Detroit, Michigan. Subject to tax interests of Auditor General, State of Michigan, Lansing, Michigan. PARCEL CONDEMN THE FEE <box>9 2297 157 2349</box>
legal-paragraph: All of lots of Grand River Homes Subdivision of a part of the E 1/2 of Sec. 35, T1N, R9E, Farmington Twp., Oakland County, Michigan, according to the plat thereof recorded in Liber 22 of Plats, Page 10, Oakland County Records. Interested Parties: Caroline (Wittman) Schweizer, 21511 Middlebelt, Farmington, Michigan. Stecker and Huff, Inc., 5 West Larned Street, Detroit, Michigan. Subject to tax interests of Auditor General, State of Michigan, Lansing, Michigan. PARCEL CONDEMN THE FEE <box>317 72 464 125</box>
legal-paragraph: All of lots of Grand River Homes Subdivision of a part of the E 1/2 of Sec. 35, T1N, R9E, Farmington Twp., Oakland County, Michigan, according to the plat thereof recorded in Liber 22 of Plats, Page 10, Oakland County Records. Interested Parties: Caroline (Wittman) Schweizer, 21511 Middlebelt, Farmington, Michigan. Stecker and Huff, Inc., 5 West Larned Street, Detroit, Michigan. Subject to tax interests of Auditor General, State of Michigan, Lansing, Michigan. PARCEL CONDEMN THE FEE <box>471 1376 617 1428</box>
legal-paragraph: All of lots of Grand River Homes Subdivision of a part of the E 1/2 of Sec. 35, T1N, R9E, Farmington Twp., Oakland County, Michigan, according to the plat thereof recorded in Liber 22 of Plats, Page 10, Oakland County Records. Interested Parties: Caroline (Wittman) Schweizer, 21511 Middlebelt, Farmington, Michigan. Stecker and Huff, Inc., 5 West Larned Street, Detroit, Michigan. Subject to tax interests of Auditor General, State of Michigan, Lansing, Michigan. PARCEL CONDEMN THE FEE <box>164 510 310 563</box>
table-cell: 500.00 <box>903 123 917 129</box>
legal-paragraph: All of lots of Grand River Homes Subdivision of a part of the E 1/2 of Sec. 35, T1N, R9E, Farmington Twp., Oakland County, Michigan, according to the plat thereof recorded in Liber 22 of Plats, Page 10, Oakland County Records. Interested Parties: Caroline (Wittman) Schweizer, 21511 Middlebelt, Farmington, Michigan. Stecker and Huff, Inc., 5 West Larned Street, Detroit, Michigan. Subject to tax interests of Auditor General, State of Michigan, Lansing, Michigan. PARCEL CONDEMN THE FEE <box>317 2048 464 2100</box>
legal-paragraph: All of lots of Grand River Homes Subdivision of a part of the E 1/2 of Sec. 35, T1N, R9E, Farmington Twp., Oakland County, Michigan, according to the plat thereof recorded in Liber 22 of Plats, Page 10, Oakland County Records. Interested Parties: Caroline (Wittman) Schweizer, 21511 Middlebelt, Farmington, Michigan. Stecker and Huff, Inc., 5 West Larned Street, Detroit, Michigan. Subject to tax interests of Auditor General, State of Michigan, Lansing, Michigan. PARCEL CONDEMN THE FEE <box>471 1771 617 1823</box>
table-cell: None <box>883 117 894 123</box>
legal-paragraph: All of lots of Grand River Homes Subdivision of a part of the E 1/2 of Sec. 35, T1N, R9E, Farmington Twp., Oakland County, Michigan, according to the plat thereof recorded in Liber 22 of Plats, Page 10, Oakland County Records. Interested Parties: Caroline (Wittman) Schweizer, 21511 Middlebelt, Farmington, Michigan. Stecker and Huff, Inc., 5 West Larned Street, Detroit, Michigan. Subject to tax interests of Auditor General, State of Michigan, Lansing, Michigan. PARCEL CONDEMN THE FEE <box>317 128 464 181</box>
legal-paragraph: All of lots of Grand River Homes Subdivision of a part of the E 1/2 of Sec. 35, T1N, R9E, Farmington Twp., Oakland County, Michigan, according to the plat thereof recorded in Liber 22 of Plats, Page 10, Oakland County Records. Interested Parties: Caroline (Wittman) Schweizer, 21511 Middlebelt, Farmington, Michigan. Stecker and Huff, Inc., 5 West Larned Street, Detroit, Michigan. Subject to tax interests of Auditor General, State of Michigan, Lansing, Michigan. PARCEL CONDEMN THE FEE <box>317 1427 464 1479</box>
legal-text-block <box>471 21 617 2275</box>
column-divider <box>160 21 161 1551</box>
legal-paragraph: All of lots of Grand River Homes Subdivision of a part of the E 1/2 of Sec. 35, T1N, R9E, Farmington Twp., Oakland County, Michigan, according to the plat thereof recorded in Liber 22 of Plats, Page 10, Oakland County Records. Interested Parties: Caroline (Wittman) Schweizer, 21511 Middlebelt, Farmington, Michigan. Stecker and Huff, Inc., 5 West Larned Street, Detroit, Michigan. Subject to tax interests of Auditor General, State of Michigan, Lansing, Michigan. PARCEL CONDEMN THE FEE <box>778 540 917 592</box>
legal-paragraph: All of lots of Grand River Homes Subdivision of a part of the E 1/2 of Sec. 35, T1N, R9E, Farmington Twp., Oakland County, Michigan, according to the plat thereof recorded in Liber 22 of Plats, Page 10, Oakland County Records. Interested Parties: Caroline (Wittman) Schweizer, 21511 Middlebelt, Farmington, Michigan. Stecker and Huff, Inc., 5 West Larned Street, Detroit, Michigan. Subject to tax interests of Auditor General, State of Michigan, Lansing, Michigan. PARCEL CONDEMN THE FEE <box>778 1782 917 1834</box>
legal-paragraph: All of lots of Grand River Homes Subdivision of a part of the E 1/2 of Sec. 35, T1N, R9E, Farmington Twp., Oakland County, Michigan, according to the plat thereof recorded in Liber 22 of Plats, Page 10, Oakland County Records. Interested Parties: Caroline (Wittman) Schweizer, 21511 Middlebelt, Farmington, Michigan. Stecker and Huff, Inc., 5 West Larned Street, Detroit, Michigan. Subject to tax interests of Auditor General, State of Michigan, Lansing, Michigan. PARCEL CONDEMN THE FEE <box>624 1883 771 1935</box>
legal-paragraph: All of lots of Grand River Homes Subdivision of a part of the E 1/2 of Sec. 35, T1N, R9E, Farmington Twp., Oakland County, Michigan, according to the plat thereof recorded in Liber 22 of Plats, Page 10, Oakland County Records. Interested Parties: Caroline (Wittman) Schweizer, 21511 Middlebelt, Farmington, Michigan. Stecker and Huff, Inc., 5 West Larned Street, Detroit, Michigan. Subject to tax interests of Auditor General, State of Michigan, Lansing, Michigan. PARCEL CONDEMN THE FEE <box>317 1822 464 1874</box>
legal-paragraph: All of lots of Grand River Homes Subdivision of a part of the E 1/2 of Sec. 35, T1N, R9E, Farmington Twp., Oakland County, Michigan, according to the plat thereof recorded in Liber 22 of Plats, Page 10, Oakland County Records. Interested Parties: Caroline (Wittman) Schweizer, 21511 Middlebelt, Farmington, Michigan. Stecker and Huff, Inc., 5 West Larned Street, Detroit, Michigan. Subject to tax interests of Auditor General, State of Michigan, Lansing, Michigan. PARCEL CONDEMN THE FEE <box>317 636 464 689</box>
legal-paragraph: All of lots of Grand River Homes Subdivision of a part of the E 1/2 of Sec. 35, T1N, R9E, Farmington Twp., Oakland County, Michigan, according to the plat thereof recorded in Liber 22 of Plats, Page 10, Oakland County Records. Interested Parties: Caroline (Wittman) Schweizer, 21511 Middlebelt, Farmington, Michigan. Stecker and Huff, Inc., 5 West Larned Street, Detroit, Michigan. Subject to tax interests of Auditor General, State of Michigan, Lansing, Michigan. PARCEL CONDEMN THE FEE <box>471 867 617 920</box>
legal-paragraph: All of lots of Grand River Homes Subdivision of a part of the E 1/2 of Sec. 35, T1N, R9E, Farmington Twp., Oakland County, Michigan, according to the plat thereof recorded in Liber 22 of Plats, Page 10, Oakland County Records. Interested Parties: Caroline (Wittman) Schweizer, 21511 Middlebelt, Farmington, Michigan. Stecker and Huff, Inc., 5 West Larned Street, Detroit, Michigan. Subject to tax interests of Auditor General, State of Michigan, Lansing, Michigan. PARCEL CONDEMN THE FEE <box>471 1319 617 1371</box>
legal-paragraph: All of lots of Grand River Homes Subdivision of a part of the E 1/2 of Sec. 35, T1N, R9E, Farmington Twp., Oakland County, Michigan, according to the plat thereof recorded in Liber 22 of Plats, Page 10, Oakland County Records. Interested Parties: Caroline (Wittman) Schweizer, 21511 Middlebelt, Farmington, Michigan. Stecker and Huff, Inc., 5 West Larned Street, Detroit, Michigan. Subject to tax interests of Auditor General, State of Michigan, Lansing, Michigan. PARCEL CONDEMN THE FEE <box>778 1274 917 1326</box>
legal-paragraph: All of lots of Grand River Homes Subdivision of a part of the E 1/2 of Sec. 35, T1N, R9E, Farmington Twp., Oakland County, Michigan, according to the plat thereof recorded in Liber 22 of Plats, Page 10, Oakland County Records. Interested Parties: Caroline (Wittman) Schweizer, 21511 Middlebelt, Farmington, Michigan. Stecker and Huff, Inc., 5 West Larned Street, Detroit, Michigan. Subject to tax interests of Auditor General, State of Michigan, Lansing, Michigan. PARCEL CONDEMN THE FEE <box>624 21 771 73</box>
table-cell: 500.00 <box>903 135 917 141</box>
table-cell: None <box>883 154 894 160</box>
legal-paragraph: All of lots of Grand River Homes Subdivision of a part of the E 1/2 of Sec. 35, T1N, R9E, Farmington Twp., Oakland County, Michigan, according to the plat thereof recorded in Liber 22 of Plats, Page 10, Oakland County Records. Interested Parties: Caroline (Wittman) Schweizer, 21511 Middlebelt, Farmington, Michigan. Stecker and Huff, Inc., 5 West Larned Street, Detroit, Michigan. Subject to tax interests of Auditor General, State of Michigan, Lansing, Michigan. PARCEL CONDEMN THE FEE <box>164 172 310 224</box>
legal-paragraph: All of lots of Grand River Homes Subdivision of a part of the E 1/2 of Sec. 35, T1N, R9E, Farmington Twp., Oakland County, Michigan, according to the plat thereof recorded in Liber 22 of Plats, Page 10, Oakland County Records. Interested Parties: Caroline (Wittman) Schweizer, 21511 Middlebelt, Farmington, Michigan. Stecker and Huff, Inc., 5 West Larned Street, Detroit, Michigan. Subject to tax interests of Auditor General, State of Michigan, Lansing, Michigan. PARCEL CONDEMN THE FEE <box>778 2120 917 2172</box>
legal-paragraph: All of lots of Grand River Homes Subdivision of a part of the E 1/2 of Sec. 35, T1N, R9E, Farmington Twp., Oakland County, Michigan, according to the plat thereof recorded in Liber 22 of Plats, Page 10, Oakland County Records. Interested Parties: Caroline (Wittman) Schweizer, 21511 Middlebelt, Farmington, Michigan. Stecker and Huff, Inc., 5 West Larned Street, Detroit, Michigan. Subject to tax interests of Auditor General, State of Michigan, Lansing, Michigan. PARCEL CONDEMN THE FEE <box>317 185 464 237</box>
legal-paragraph: All of lots of Grand River Homes Subdivision of a part of the E 1/2 of Sec. 35, T1N, R9E, Farmington Twp., Oakland County, Michigan, according to the plat thereof recorded in Liber 22 of Plats, Page 10, Oakland County Records. Interested Parties: Caroline (Wittman) Schweizer, 21511 Middlebelt, Farmington, Michigan. Stecker and Huff, Inc., 5 West Larned Street, Detroit, Michigan. Subject to tax interests of Auditor General, State of Michigan, Lansing, Michigan. PARCEL CONDEMN THE FEE <box>778 1951 917 2003</box>
table-cell: 1000.00 <box>840 173 856 179</box>
legal-paragraph: All of lots of Grand River Homes Subdivision of a part of the E 1/2 of Sec. 35, T1N, R9E, Farmington Twp., Oakland County, Michigan, according to the plat thereof recorded in Liber 22 of Plats, Page 10, Oakland County Records. Interested Parties: Caroline (Wittman) Schweizer, 21511 Middlebelt, Farmington, Michigan. Stecker and Huff, Inc., 5 West Larned Street, Detroit, Michigan. Subject to tax interests of Auditor General, State of Michigan, Lansing, Michigan. PARCEL CONDEMN THE FEE <box>164 2204 310 2256</box>
legal-paragraph: All of lots of Grand River Homes Subdivision of a part of the E 1/2 of Sec. 35, T1N, R9E, Farmington Twp., Oakland County, Michigan, according to the plat thereof recorded in Liber 22 of Plats, Page 10, Oakland County Records. Interested Parties: Caroline (Wittman) Schweizer, 21511 Middlebelt, Farmington, Michigan. Stecker and Huff, Inc., 5 West Larned Street, Detroit, Michigan. Subject to tax interests of Auditor General, State of Michigan, Lansing, Michigan. PARCEL CONDEMN THE FEE <box>778 935 917 988</box>
table-cell: 500.00 <box>842 186 856 192</box>
legal-paragraph: All of lots of Grand River Homes Subdivision of a part of the E 1/2 of Sec. 35, T1N, R9E, Farmington Twp., Oakland County, Michigan, according to the plat thereof recorded in Liber 22 of Plats, Page 10, Oakland County Records. Interested Parties: Caroline (Wittman) Schweizer, 21511 Middlebelt, Farmington, Michigan. Stecker and Huff, Inc., 5 West Larned Street, Detroit, Michigan. Subject to tax interests of Auditor General, State of Michigan, Lansing, Michigan. PARCEL CONDEMN THE FEE <box>9 1055 157 1107</box>
legal-paragraph: All of lots of Grand River Homes Subdivision of a part of the E 1/2 of Sec. 35, T1N, R9E, Farmington Twp., Oakland County, Michigan, according to the plat thereof recorded in Liber 22 of Plats, Page 10, Oakland County Records. Interested Parties: Caroline (Wittman) Schweizer, 21511 Middlebelt, Farmington, Michigan. Stecker and Huff, Inc., 5 West Larned Street, Detroit, Michigan. Subject to tax interests of Auditor General, State of Michigan, Lansing, Michigan. PARCEL CONDEMN THE FEE <box>164 1413 310 1466</box>
table-cell: 500.00 <box>903 205 917 210</box>
table-row <box>778 236 917 242</box>
legal-paragraph: All of lots of Grand River Homes Subdivision of a part of the E 1/2 of Sec. 35, T1N, R9E, Farmington Twp., Oakland County, Michigan, according to the plat thereof recorded in Liber 22 of Plats, Page 10, Oakland County Records. Interested Parties: Caroline (Wittman) Schweizer, 21511 Middlebelt, Farmington, Michigan. Stecker and Huff, Inc., 5 West Larned Street, Detroit, Michigan. Subject to tax interests of Auditor General, State of Michigan, Lansing, Michigan. PARCEL CONDEMN THE FEE <box>924 1723 1055 1783</box>
table-row <box>778 180 917 186</box>
legal-paragraph: All of lots of Grand River Homes Subdivision of a part of the E 1/2 of Sec. 35, T1N, R9E, Farmington Twp., Oakland County, Michigan, according to the plat thereof recorded in Liber 22 of Plats, Page 10, Oakland County Records. Interested Parties: Caroline (Wittman) Schweizer, 21511 Middlebelt, Farmington, Michigan. Stecker and Huff, Inc., 5 West Larned Street, Detroit, Michigan. Subject to tax interests of Auditor General, State of Michigan, Lansing, Michigan. PARCEL CONDEMN THE FEE <box>924 1786 1055 1845</box>
legal-paragraph: All of lots of Grand River Homes Subdivision of a part of the E 1/2 of Sec. 35, T1N, R9E, Farmington Twp., Oakland County, Michigan, according to the plat thereof recorded in Liber 22 of Plats, Page 10, Oakland County Records. Interested Parties: Caroline (Wittman) Schweizer, 21511 Middlebelt, Farmington, Michigan. Stecker and Huff, Inc., 5 West Larned Street, Detroit, Michigan. Subject to tax interests of Auditor General, State of Michigan, Lansing, Michigan. PARCEL CONDEMN THE FEE <box>164 567 310 619</box>
table-cell: 203 <box>779 141 787 147</box>
legal-paragraph: All of lots of Grand River Homes Subdivision of a part of the E 1/2 of Sec. 35, T1N, R9E, Farmington Twp., Oakland County, Michigan, according to the plat thereof recorded in Liber 22 of Plats, Page 10, Oakland County Records. Interested Parties: Caroline (Wittman) Schweizer, 21511 Middlebelt, Farmington, Michigan. Stecker and Huff, Inc., 5 West Larned Street, Detroit, Michigan. Subject to tax interests of Auditor General, State of Michigan, Lansing, Michigan. PARCEL CONDEMN THE FEE <box>624 585 771 637</box>
legal-paragraph: All of lots of Grand River Homes Subdivision of a part of the E 1/2 of Sec. 35, T1N, R9E, Farmington Twp., Oakland County, Michigan, according to the plat thereof recorded in Liber 22 of Plats, Page 10, Oakland County Records. Interested Parties: Caroline (Wittman) Schweizer, 21511 Middlebelt, Farmington, Michigan. Stecker and Huff, Inc., 5 West Larned Street, Detroit, Michigan. Subject to tax interests of Auditor General, State of Michigan, Lansing, Michigan. PARCEL CONDEMN THE FEE <box>778 710 917 762</box>
legal-paragraph: All of lots of Grand River Homes Subdivision of a part of the E 1/2 of Sec. 35, T1N, R9E, Farmington Twp., Oakland County, Michigan, according to the plat thereof recorded in Liber 22 of Plats, Page 10, Oakland County Records. Interested Parties: Caroline (Wittman) Schweizer, 21511 Middlebelt, Farmington, Michigan. Stecker and Huff, Inc., 5 West Larned Street, Detroit, Michigan. Subject to tax interests of Auditor General, State of Michigan, Lansing, Michigan. PARCEL CONDEMN THE FEE <box>164 849 310 901</box>
table-cell: 225, 226, 227, 228 <box>779 192 815 198</box>
legal-paragraph: All of lots of Grand River Homes Subdivision of a part of the E 1/2 of Sec. 35, T1N, R9E, Farmington Twp., Oakland County, Michigan, according to the plat thereof recorded in Liber 22 of Plats, Page 10, Oakland County Records. Interested Parties: Caroline (Wittman) Schweizer, 21511 Middlebelt, Farmington, Michigan. Stecker and Huff, Inc., 5 West Larned Street, Detroit, Michigan. Subject to tax interests of Auditor General, State of Michigan, Lansing, Michigan. PARCEL CONDEMN THE FEE <box>164 284 310 337</box>
legal-paragraph: All of lots of Grand River Homes Subdivision of a part of the E 1/2 of Sec. 35, T1N, R9E, Farmington Twp., Oakland County, Michigan, according to the plat thereof recorded in Liber 22 of Plats, Page 10, Oakland County Records. Interested Parties: Caroline (Wittman) Schweizer, 21511 Middlebelt, Farmington, Michigan. Stecker and Huff, Inc., 5 West Larned Street, Detroit, Michigan. Subject to tax interests of Auditor General, State of Michigan, Lansing, Michigan. PARCEL CONDEMN THE FEE <box>317 1088 464 1140</box>
legal-paragraph: All of lots of Grand River Homes Subdivision of a part of the E 1/2 of Sec. 35, T1N, R9E, Farmington Twp., Oakland County, Michigan, according to the plat thereof recorded in Liber 22 of Plats, Page 10, Oakland County Records. Interested Parties: Caroline (Wittman) Schweizer, 21511 Middlebelt, Farmington, Michigan. Stecker and Huff, Inc., 5 West Larned Street, Detroit, Michigan. Subject to tax interests of Auditor General, State of Michigan, Lansing, Michigan. PARCEL CONDEMN THE FEE <box>624 1037 771 1089</box>
legal-paragraph: All of lots of Grand River Homes Subdivision of a part of the E 1/2 of Sec. 35, T1N, R9E, Farmington Twp., Oakland County, Michigan, according to the plat thereof recorded in Liber 22 of Plats, Page 10, Oakland County Records. Interested Parties: Caroline (Wittman) Schweizer, 21511 Middlebelt, Farmington, Michigan. Stecker and Huff, Inc., 5 West Larned Street, Detroit, Michigan. Subject to tax interests of Auditor General, State of Michigan, Lansing, Michigan. PARCEL CONDEMN THE FEE <box>778 2403 917 2455</box>
legal-paragraph: All of lots of Grand River Homes Subdivision of a part of the E 1/2 of Sec. 35, T1N, R9E, Farmington Twp., Oakland County, Michigan, according to the plat thereof recorded in Liber 22 of Plats, Page 10, Oakland County Records. Interested Parties: Caroline (Wittman) Schweizer, 21511 Middlebelt, Farmington, Michigan. Stecker and Huff, Inc., 5 West Larned Street, Detroit, Michigan. Subject to tax interests of Auditor General, State of Michigan, Lansing, Michigan. PARCEL CONDEMN THE FEE <box>317 1201 464 1254</box>
legal-paragraph: All of lots of Grand River Homes Subdivision of a part of the E 1/2 of Sec. 35, T1N, R9E, Farmington Twp., Oakland County, Michigan, according to the plat thereof recorded in Liber 22 of Plats, Page 10, Oakland County Records. Interested Parties: Caroline (Wittman) Schweizer, 21511 Middlebelt, Farmington, Michigan. Stecker and Huff, Inc., 5 West Larned Street, Detroit, Michigan. Subject to tax interests of Auditor General, State of Michigan, Lansing, Michigan. PARCEL CONDEMN THE FEE <box>471 1431 617 1484</box>
legal-paragraph: All of lots of Grand River Homes Subdivision of a part of the E 1/2 of Sec. 35, T1N, R9E, Farmington Twp., Oakland County, Michigan, according to the plat thereof recorded in Liber 22 of Plats, Page 10, Oakland County Records. Interested Parties: Caroline (Wittman) Schweizer, 21511 Middlebelt, Farmington, Michigan. Stecker and Huff, Inc., 5 West Larned Street, Detroit, Michigan. Subject to tax interests of Auditor General, State of Michigan, Lansing, Michigan. PARCEL CONDEMN THE FEE <box>924 399 1055 458</box>
table-cell: None <box>883 198 894 204</box>
legal-paragraph: All of lots of Grand River Homes Subdivision of a part of the E 1/2 of Sec. 35, T1N, R9E, Farmington Twp., Oakland County, Michigan, according to the plat thereof recorded in Liber 22 of Plats, Page 10, Oakland County Records. Interested Parties: Caroline (Wittman) Schweizer, 21511 Middlebelt, Farmington, Michigan. Stecker and Huff, Inc., 5 West Larned Street, Detroit, Michigan. Subject to tax interests of Auditor General, State of Michigan, Lansing, Michigan. PARCEL CONDEMN THE FEE <box>924 1030 1055 1089</box>
legal-paragraph: All of lots of Grand River Homes Subdivision of a part of the E 1/2 of Sec. 35, T1N, R9E, Farmington Twp., Oakland County, Michigan, according to the plat thereof recorded in Liber 22 of Plats, Page 10, Oakland County Records. Interested Parties: Caroline (Wittman) Schweizer, 21511 Middlebelt, Farmington, Michigan. Stecker and Huff, Inc., 5 West Larned Street, Detroit, Michigan. Subject to tax interests of Auditor General, State of Michigan, Lansing, Michigan. PARCEL CONDEMN THE FEE <box>9 1901 157 1954</box>
column-7 <box>924 21 1055 2539</box>
notice-heading: CONDEMN THE FEE <box>819 24 876 30</box>
legal-paragraph: All of lots of Grand River Homes Subdivision of a part of the E 1/2 of Sec. 35, T1N, R9E, Farmington Twp., Oakland County, Michigan, according to the plat thereof recorded in Liber 22 of Plats, Page 10, Oakland County Records. Interested Parties: Caroline (Wittman) Schweizer, 21511 Middlebelt, Farmington, Michigan. Stecker and Huff, Inc., 5 West Larned Street, Detroit, Michigan. Subject to tax interests of Auditor General, State of Michigan, Lansing, Michigan. PARCEL CONDEMN THE FEE <box>471 21 617 73</box>
legal-paragraph: All of lots of Grand River Homes Subdivision of a part of the E 1/2 of Sec. 35, T1N, R9E, Farmington Twp., Oakland County, Michigan, according to the plat thereof recorded in Liber 22 of Plats, Page 10, Oakland County Records. Interested Parties: Caroline (Wittman) Schweizer, 21511 Middlebelt, Farmington, Michigan. Stecker and Huff, Inc., 5 West Larned Street, Detroit, Michigan. Subject to tax interests of Auditor General, State of Michigan, Lansing, Michigan. PARCEL CONDEMN THE FEE <box>924 2480 1055 2539</box>
column-divider <box>314 21 315 1551</box>
legal-paragraph: All of lots of Grand River Homes Subdivision of a part of the E 1/2 of Sec. 35, T1N, R9E, Farmington Twp., Oakland County, Michigan, according to the plat thereof recorded in Liber 22 of Plats, Page 10, Oakland County Records. Interested Parties: Caroline (Wittman) Schweizer, 21511 Middlebelt, Farmington, Michigan. Stecker and Huff, Inc., 5 West Larned Street, Detroit, Michigan. Subject to tax interests of Auditor General, State of Michigan, Lansing, Michigan. PARCEL CONDEMN THE FEE <box>9 1111 157 1164</box>
legal-paragraph: All of lots of Grand River Homes Subdivision of a part of the E 1/2 of Sec. 35, T1N, R9E, Farmington Twp., Oakland County, Michigan, according to the plat thereof recorded in Liber 22 of Plats, Page 10, Oakland County Records. Interested Parties: Caroline (Wittman) Schweizer, 21511 Middlebelt, Farmington, Michigan. Stecker and Huff, Inc., 5 West Larned Street, Detroit, Michigan. Subject to tax interests of Auditor General, State of Michigan, Lansing, Michigan. PARCEL CONDEMN THE FEE <box>924 1975 1055 2035</box>
legal-paragraph: All of lots of Grand River Homes Subdivision of a part of the E 1/2 of Sec. 35, T1N, R9E, Farmington Twp., Oakland County, Michigan, according to the plat thereof recorded in Liber 22 of Plats, Page 10, Oakland County Records. Interested Parties: Caroline (Wittman) Schweizer, 21511 Middlebelt, Farmington, Michigan. Stecker and Huff, Inc., 5 West Larned Street, Detroit, Michigan. Subject to tax interests of Auditor General, State of Michigan, Lansing, Michigan. PARCEL CONDEMN THE FEE <box>9 434 157 486</box>
legal-paragraph: All of lots of Grand River Homes Subdivision of a part of the E 1/2 of Sec. 35, T1N, R9E, Farmington Twp., Oakland County, Michigan, according to the plat thereof recorded in Liber 22 of Plats, Page 10, Oakland County Records. Interested Parties: Caroline (Wittman) Schweizer, 21511 Middlebelt, Farmington, Michigan. Stecker and Huff, Inc., 5 West Larned Street, Detroit, Michigan. Subject to tax interests of Auditor General, State of Michigan, Lansing, Michigan. PARCEL CONDEMN THE FEE <box>924 2417 1055 2476</box>
legal-paragraph: All of lots of Grand River Homes Subdivision of a part of the E 1/2 of Sec. 35, T1N, R9E, Farmington Twp., Oakland County, Michigan, according to the plat thereof recorded in Liber 22 of Plats, Page 10, Oakland County Records. Interested Parties: Caroline (Wittman) Schweizer, 21511 Middlebelt, Farmington, Michigan. Stecker and Huff, Inc., 5 West Larned Street, Detroit, Michigan. Subject to tax interests of Auditor General, State of Michigan, Lansing, Michigan. PARCEL CONDEMN THE FEE <box>317 1934 464 1988</box>
legal-paragraph: All of lots of Grand River Homes Subdivision of a part of the E 1/2 of Sec. 35, T1N, R9E, Farmington Twp., Oakland County, Michigan, according to the plat thereof recorded in Liber 22 of Plats, Page 10, Oakland County Records. Interested Parties: Caroline (Wittman) Schweizer, 21511 Middlebelt, Farmington, Michigan. Stecker and Huff, Inc., 5 West Larned Street, Detroit, Michigan. Subject to tax interests of Auditor General, State of Michigan, Lansing, Michigan. PARCEL CONDEMN THE FEE <box>9 1620 157 1672</box>
legal-paragraph: All of lots of Grand River Homes Subdivision of a part of the E 1/2 of Sec. 35, T1N, R9E, Farmington Twp., Oakland County, Michigan, according to the plat thereof recorded in Liber 22 of Plats, Page 10, Oakland County Records. Interested Parties: Caroline (Wittman) Schweizer, 21511 Middlebelt, Farmington, Michigan. Stecker and Huff, Inc., 5 West Larned Street, Detroit, Michigan. Subject to tax interests of Auditor General, State of Michigan, Lansing, Michigan. PARCEL CONDEMN THE FEE <box>9 2353 157 2405</box>
legal-paragraph: All of lots of Grand River Homes Subdivision of a part of the E 1/2 of Sec. 35, T1N, R9E, Farmington Twp., Oakland County, Michigan, according to the plat thereof recorded in Liber 22 of Plats, Page 10, Oakland County Records. Interested Parties: Caroline (Wittman) Schweizer, 21511 Middlebelt, Farmington, Michigan. Stecker and Huff, Inc., 5 West Larned Street, Detroit, Michigan. Subject to tax interests of Auditor General, State of Michigan, Lansing, Michigan. PARCEL CONDEMN THE FEE <box>317 411 464 463</box>
legal-paragraph: All of lots of Grand River Homes Subdivision of a part of the E 1/2 of Sec. 35, T1N, R9E, Farmington Twp., Oakland County, Michigan, according to the plat thereof recorded in Liber 22 of Plats, Page 10, Oakland County Records. Interested Parties: Caroline (Wittman) Schweizer, 21511 Middlebelt, Farmington, Michigan. Stecker and Huff, Inc., 5 West Larned Street, Detroit, Michigan. Subject to tax interests of Auditor General, State of Michigan, Lansing, Michigan. PARCEL CONDEMN THE FEE <box>471 1545 617 1597</box>
legal-paragraph: All of lots of Grand River Homes Subdivision of a part of the E 1/2 of Sec. 35, T1N, R9E, Farmington Twp., Oakland County, Michigan, according to the plat thereof recorded in Liber 22 of Plats, Page 10, Oakland County Records. Interested Parties: Caroline (Wittman) Schweizer, 21511 Middlebelt, Farmington, Michigan. Stecker and Huff, Inc., 5 West Larned Street, Detroit, Michigan. Subject to tax interests of Auditor General, State of Michigan, Lansing, Michigan. PARCEL CONDEMN THE FEE <box>471 1488 617 1540</box>
legal-text-block <box>317 72 464 2327</box>
table-cell: 500.00 <box>903 148 917 154</box>
table-cell: 241 <box>779 205 787 210</box>
legal-paragraph: All of lots of Grand River Homes Subdivision of a part of the E 1/2 of Sec. 35, T1N, R9E, Farmington Twp., Oakland County, Michigan, according to the plat thereof recorded in Liber 22 of Plats, Page 10, Oakland County Records. Interested Parties: Caroline (Wittman) Schweizer, 21511 Middlebelt, Farmington, Michigan. Stecker and Huff, Inc., 5 West Larned Street, Detroit, Michigan. Subject to tax interests of Auditor General, State of Michigan, Lansing, Michigan. PARCEL CONDEMN THE FEE <box>164 2090 310 2144</box>
table-cell: None <box>883 180 894 186</box>
legal-paragraph: All of lots of Grand River Homes Subdivision of a part of the E 1/2 of Sec. 35, T1N, R9E, Farmington Twp., Oakland County, Michigan, according to the plat thereof recorded in Liber 22 of Plats, Page 10, Oakland County Records. Interested Parties: Caroline (Wittman) Schweizer, 21511 Middlebelt, Farmington, Michigan. Stecker and Huff, Inc., 5 West Larned Street, Detroit, Michigan. Subject to tax interests of Auditor General, State of Michigan, Lansing, Michigan. PARCEL CONDEMN THE FEE <box>624 1771 771 1823</box>
table-cell: 500.00 <box>842 205 856 210</box>
legal-paragraph: All of lots of Grand River Homes Subdivision of a part of the E 1/2 of Sec. 35, T1N, R9E, Farmington Twp., Oakland County, Michigan, according to the plat thereof recorded in Liber 22 of Plats, Page 10, Oakland County Records. Interested Parties: Caroline (Wittman) Schweizer, 21511 Middlebelt, Farmington, Michigan. Stecker and Huff, Inc., 5 West Larned Street, Detroit, Michigan. Subject to tax interests of Auditor General, State of Michigan, Lansing, Michigan. PARCEL CONDEMN THE FEE <box>9 2240 157 2293</box>
legal-paragraph: All of lots of Grand River Homes Subdivision of a part of the E 1/2 of Sec. 35, T1N, R9E, Farmington Twp., Oakland County, Michigan, according to the plat thereof recorded in Liber 22 of Plats, Page 10, Oakland County Records. Interested Parties: Caroline (Wittman) Schweizer, 21511 Middlebelt, Farmington, Michigan. Stecker and Huff, Inc., 5 West Larned Street, Detroit, Michigan. Subject to tax interests of Auditor General, State of Michigan, Lansing, Michigan. PARCEL CONDEMN THE FEE <box>9 717 157 769</box>
legal-paragraph: All of lots of Grand River Homes Subdivision of a part of the E 1/2 of Sec. 35, T1N, R9E, Farmington Twp., Oakland County, Michigan, according to the plat thereof recorded in Liber 22 of Plats, Page 10, Oakland County Records. Interested Parties: Caroline (Wittman) Schweizer, 21511 Middlebelt, Farmington, Michigan. Stecker and Huff, Inc., 5 West Larned Street, Detroit, Michigan. Subject to tax interests of Auditor General, State of Michigan, Lansing, Michigan. PARCEL CONDEMN THE FEE <box>164 623 310 676</box>
masthead-title: THE FARMINGTON (Mich.) ENTERPRISE, THURSDAY, NOVEMBER 17, 1938 <box>253 5 546 14</box>
column-2 <box>164 21 310 2313</box>
legal-paragraph: All of lots of Grand River Homes Subdivision of a part of the E 1/2 of Sec. 35, T1N, R9E, Farmington Twp., Oakland County, Michigan, according to the plat thereof recorded in Liber 22 of Plats, Page 10, Oakland County Records. Interested Parties: Caroline (Wittman) Schweizer, 21511 Middlebelt, Farmington, Michigan. Stecker and Huff, Inc., 5 West Larned Street, Detroit, Michigan. Subject to tax interests of Auditor General, State of Michigan, Lansing, Michigan. PARCEL CONDEMN THE FEE <box>471 1262 617 1315</box>
legal-paragraph: All of lots of Grand River Homes Subdivision of a part of the E 1/2 of Sec. 35, T1N, R9E, Farmington Twp., Oakland County, Michigan, according to the plat thereof recorded in Liber 22 of Plats, Page 10, Oakland County Records. Interested Parties: Caroline (Wittman) Schweizer, 21511 Middlebelt, Farmington, Michigan. Stecker and Huff, Inc., 5 West Larned Street, Detroit, Michigan. Subject to tax interests of Auditor General, State of Michigan, Lansing, Michigan. PARCEL CONDEMN THE FEE <box>924 2039 1055 2097</box>
legal-paragraph: All of lots of Grand River Homes Subdivision of a part of the E 1/2 of Sec. 35, T1N, R9E, Farmington Twp., Oakland County, Michigan, according to the plat thereof recorded in Liber 22 of Plats, Page 10, Oakland County Records. Interested Parties: Caroline (Wittman) Schweizer, 21511 Middlebelt, Farmington, Michigan. Stecker and Huff, Inc., 5 West Larned Street, Detroit, Michigan. Subject to tax interests of Auditor General, State of Michigan, Lansing, Michigan. PARCEL CONDEMN THE FEE <box>924 1345 1055 1404</box>
legal-paragraph: All of lots of Grand River Homes Subdivision of a part of the E 1/2 of Sec. 35, T1N, R9E, Farmington Twp., Oakland County, Michigan, according to the plat thereof recorded in Liber 22 of Plats, Page 10, Oakland County Records. Interested Parties: Caroline (Wittman) Schweizer, 21511 Middlebelt, Farmington, Michigan. Stecker and Huff, Inc., 5 West Larned Street, Detroit, Michigan. Subject to tax interests of Auditor General, State of Michigan, Lansing, Michigan. PARCEL CONDEMN THE FEE <box>778 879 917 931</box>
legal-paragraph: All of lots of Grand River Homes Subdivision of a part of the E 1/2 of Sec. 35, T1N, R9E, Farmington Twp., Oakland County, Michigan, according to the plat thereof recorded in Liber 22 of Plats, Page 10, Oakland County Records. Interested Parties: Caroline (Wittman) Schweizer, 21511 Middlebelt, Farmington, Michigan. Stecker and Huff, Inc., 5 West Larned Street, Detroit, Michigan. Subject to tax interests of Auditor General, State of Michigan, Lansing, Michigan. PARCEL CONDEMN THE FEE <box>624 247 771 299</box>
legal-paragraph: All of lots of Grand River Homes Subdivision of a part of the E 1/2 of Sec. 35, T1N, R9E, Farmington Twp., Oakland County, Michigan, according to the plat thereof recorded in Liber 22 of Plats, Page 10, Oakland County Records. Interested Parties: Caroline (Wittman) Schweizer, 21511 Middlebelt, Farmington, Michigan. Stecker and Huff, Inc., 5 West Larned Street, Detroit, Michigan. Subject to tax interests of Auditor General, State of Michigan, Lansing, Michigan. PARCEL CONDEMN THE FEE <box>9 2071 157 2124</box>
legal-paragraph: All of lots of Grand River Homes Subdivision of a part of the E 1/2 of Sec. 35, T1N, R9E, Farmington Twp., Oakland County, Michigan, according to the plat thereof recorded in Liber 22 of Plats, Page 10, Oakland County Records. Interested Parties: Caroline (Wittman) Schweizer, 21511 Middlebelt, Farmington, Michigan. Stecker and Huff, Inc., 5 West Larned Street, Detroit, Michigan. Subject to tax interests of Auditor General, State of Michigan, Lansing, Michigan. PARCEL CONDEMN THE FEE <box>778 1217 917 1269</box>
legal-paragraph: All of lots of Grand River Homes Subdivision of a part of the E 1/2 of Sec. 35, T1N, R9E, Farmington Twp., Oakland County, Michigan, according to the plat thereof recorded in Liber 22 of Plats, Page 10, Oakland County Records. Interested Parties: Caroline (Wittman) Schweizer, 21511 Middlebelt, Farmington, Michigan. Stecker and Huff, Inc., 5 West Larned Street, Detroit, Michigan. Subject to tax interests of Auditor General, State of Michigan, Lansing, Michigan. PARCEL CONDEMN THE FEE <box>924 840 1055 900</box>
legal-paragraph: All of lots of Grand River Homes Subdivision of a part of the E 1/2 of Sec. 35, T1N, R9E, Farmington Twp., Oakland County, Michigan, according to the plat thereof recorded in Liber 22 of Plats, Page 10, Oakland County Records. Interested Parties: Caroline (Wittman) Schweizer, 21511 Middlebelt, Farmington, Michigan. Stecker and Huff, Inc., 5 West Larned Street, Detroit, Michigan. Subject to tax interests of Auditor General, State of Michigan, Lansing, Michigan. PARCEL CONDEMN THE FEE <box>164 1132 310 1184</box>
column-1 <box>9 21 157 2575</box>
legal-paragraph: All of lots of Grand River Homes Subdivision of a part of the E 1/2 of Sec. 35, T1N, R9E, Farmington Twp., Oakland County, Michigan, according to the plat thereof recorded in Liber 22 of Plats, Page 10, Oakland County Records. Interested Parties: Caroline (Wittman) Schweizer, 21511 Middlebelt, Farmington, Michigan. Stecker and Huff, Inc., 5 West Larned Street, Detroit, Michigan. Subject to tax interests of Auditor General, State of Michigan, Lansing, Michigan. PARCEL CONDEMN THE FEE <box>164 1921 310 1974</box>
legal-paragraph: All of lots of Grand River Homes Subdivision of a part of the E 1/2 of Sec. 35, T1N, R9E, Farmington Twp., Oakland County, Michigan, according to the plat thereof recorded in Liber 22 of Plats, Page 10, Oakland County Records. Interested Parties: Caroline (Wittman) Schweizer, 21511 Middlebelt, Farmington, Michigan. Stecker and Huff, Inc., 5 West Larned Street, Detroit, Michigan. Subject to tax interests of Auditor General, State of Michigan, Lansing, Michigan. PARCEL CONDEMN THE FEE <box>164 1978 310 2030</box>
